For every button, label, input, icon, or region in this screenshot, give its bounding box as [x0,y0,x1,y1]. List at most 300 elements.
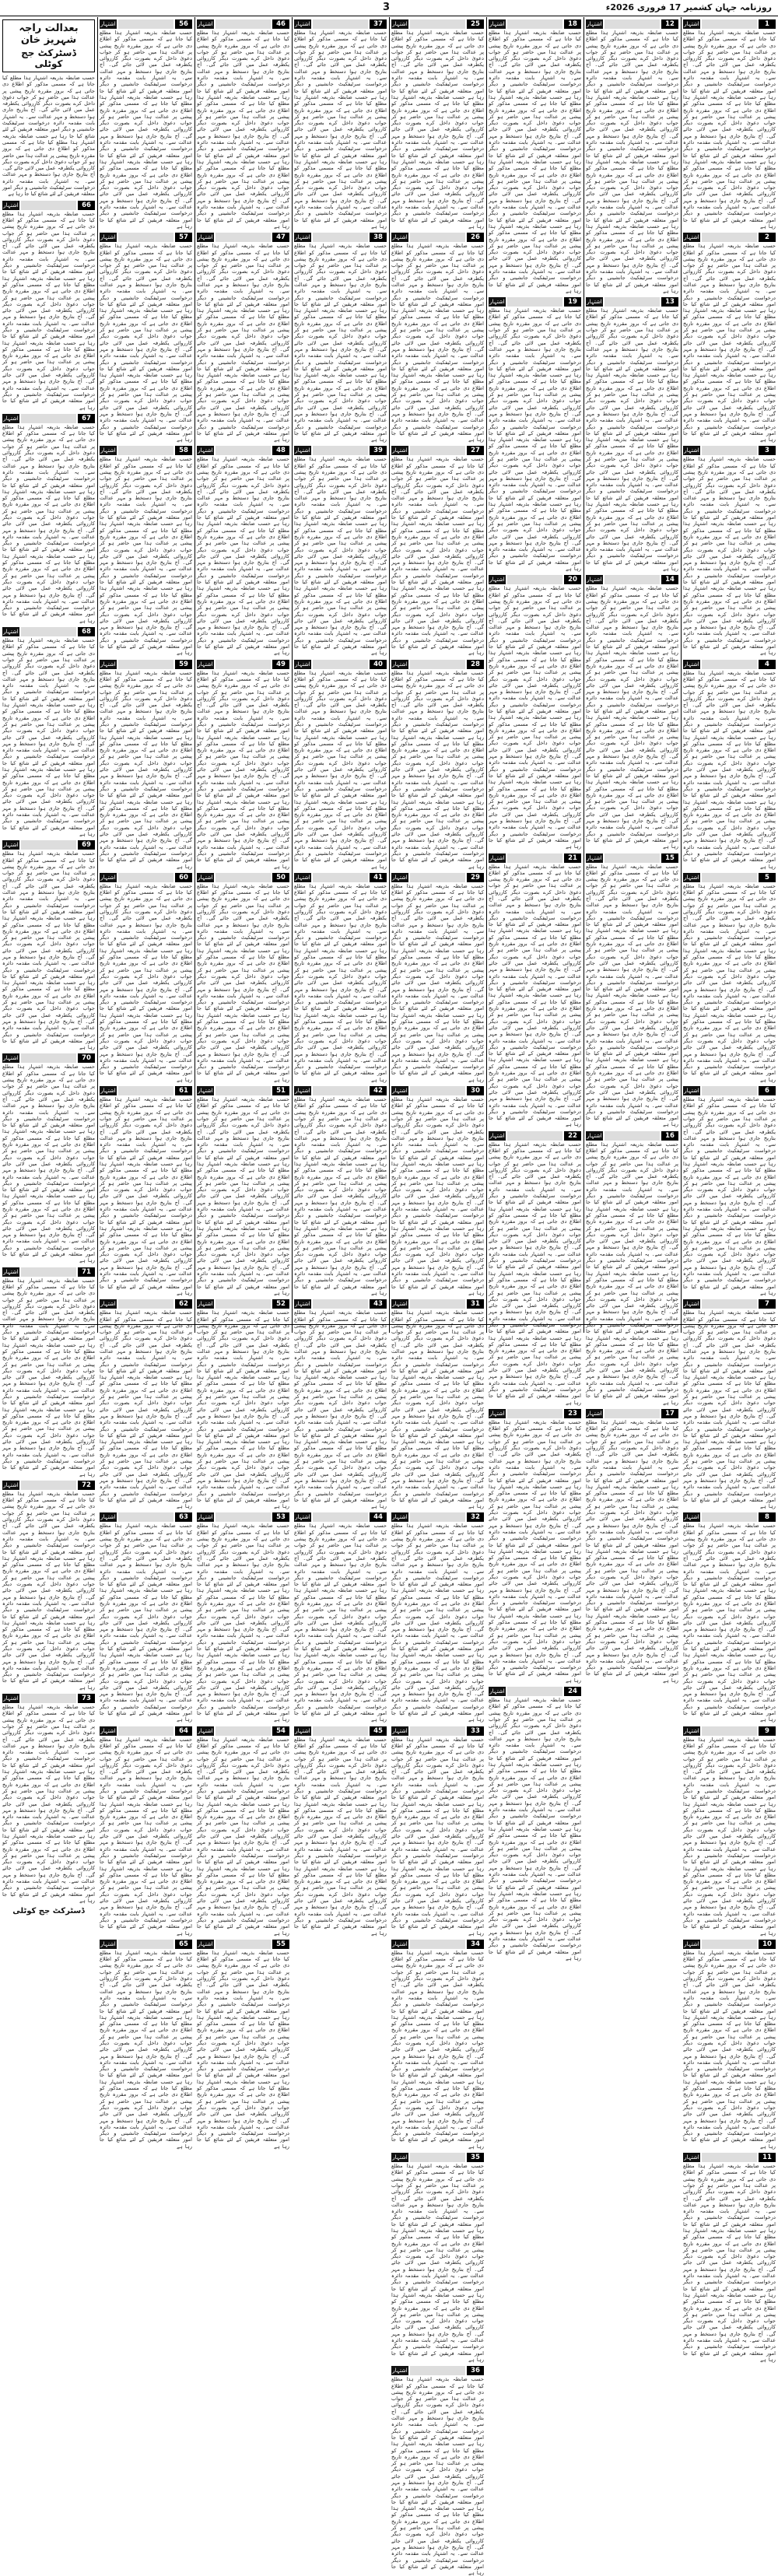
notice-header [100,660,192,669]
notice-tag: اشتہار [392,1940,408,1947]
notice-header [294,1726,387,1736]
notice-body: حسب ضابطہ بذریعہ اشتہار ہذا مطلع کیا جاتا ہے کہ مسمی مذکور کو اطلاع دی جاتی ہے کہ بروز مقررہ تاریخ پیشی پر عدالت ہذا میں حاضر ہو کر جواب دعویٰ داخل کرے بصورت دیگر کارروائی یکطرفہ عمل میں لائی جائے گی۔ آج بتاریخ جاری ہوا دستخط و مہر عدالت سے۔ یہ اشتہار بابت مقدمہ دائرہ درخواست سرٹیفکیٹ جانشینی و دیگر امور متعلقہ فریقین کے لئے شائع کیا جا رہا ہے حسب ضابطہ بذریعہ اشتہار ہذا مطلع کیا جاتا ہے کہ مسمی مذکور کو اطلاع دی جاتی ہے کہ بروز مقررہ تاریخ پیشی پر عدالت ہذا میں حاضر ہو کر جواب دعویٰ داخل کرے بصورت دیگر کارروائی یکطرفہ عمل میں لائی جائے گی۔ آج بتاریخ جاری ہوا دستخط و مہر عدالت سے۔ یہ اشتہار بابت مقدمہ دائرہ درخواست سرٹیفکیٹ جانشینی و دیگر امور متعلقہ فریقین کے لئے شائع کیا جا رہا ہے حسب ضابطہ بذریعہ اشتہار ہذا مطلع کیا جاتا ہے کہ مسمی مذکور کو اطلاع دی جاتی ہے کہ بروز مقررہ تاریخ پیشی پر عدالت ہذا میں حاضر ہو کر جواب دعویٰ داخل کرے بصورت دیگر کارروائی یکطرفہ عمل میں لائی جائے گی۔ آج بتاریخ جاری ہوا دستخط و مہر عدالت سے۔ یہ اشتہار بابت مقدمہ دائرہ درخواست سرٹیفکیٹ جانشینی و دیگر امور متعلقہ فریقین کے لئے شائع کیا جا رہا ہے [683,456,776,657]
notice-body: حسب ضابطہ بذریعہ اشتہار ہذا مطلع کیا جاتا ہے کہ مسمی مذکور کو اطلاع دی جاتی ہے کہ بروز مقررہ تاریخ پیشی پر عدالت ہذا میں حاضر ہو کر جواب دعویٰ داخل کرے بصورت دیگر کارروائی یکطرفہ عمل میں لائی جائے گی۔ آج بتاریخ جاری ہوا دستخط و مہر عدالت سے۔ یہ اشتہار بابت مقدمہ دائرہ درخواست سرٹیفکیٹ جانشینی و دیگر امور متعلقہ فریقین کے لئے شائع کیا جا رہا ہے حسب ضابطہ بذریعہ اشتہار ہذا مطلع کیا جاتا ہے کہ مسمی مذکور کو اطلاع دی جاتی ہے کہ بروز مقررہ تاریخ پیشی پر عدالت ہذا میں حاضر ہو کر جواب دعویٰ داخل کرے بصورت دیگر کارروائی یکطرفہ عمل میں لائی جائے گی۔ آج بتاریخ جاری ہوا دستخط و مہر عدالت سے۔ یہ اشتہار بابت مقدمہ دائرہ درخواست سرٹیفکیٹ جانشینی و دیگر امور متعلقہ فریقین کے لئے شائع کیا جا رہا ہے حسب ضابطہ بذریعہ اشتہار ہذا مطلع کیا جاتا ہے کہ مسمی مذکور کو اطلاع دی جاتی ہے کہ بروز مقررہ تاریخ پیشی پر عدالت ہذا میں حاضر ہو کر جواب دعویٰ داخل کرے بصورت دیگر کارروائی یکطرفہ عمل میں لائی جائے گی۔ آج بتاریخ جاری ہوا دستخط و مہر عدالت سے۔ یہ اشتہار بابت مقدمہ دائرہ درخواست سرٹیفکیٹ جانشینی و دیگر امور متعلقہ فریقین کے لئے شائع کیا جا رہا ہے [100,1736,192,1936]
notice-header [391,1299,484,1309]
notice-body: حسب ضابطہ بذریعہ اشتہار ہذا مطلع کیا جاتا ہے کہ مسمی مذکور کو اطلاع دی جاتی ہے کہ بروز مقررہ تاریخ پیشی پر عدالت ہذا میں حاضر ہو کر جواب دعویٰ داخل کرے بصورت دیگر کارروائی یکطرفہ عمل میں لائی جائے گی۔ آج بتاریخ جاری ہوا دستخط و مہر عدالت سے۔ یہ اشتہار بابت مقدمہ دائرہ درخواست سرٹیفکیٹ جانشینی و دیگر امور متعلقہ فریقین کے لئے شائع کیا جا رہا ہے حسب ضابطہ بذریعہ اشتہار ہذا مطلع کیا جاتا ہے کہ مسمی مذکور کو اطلاع دی جاتی ہے کہ بروز مقررہ تاریخ پیشی پر عدالت ہذا میں حاضر ہو کر جواب دعویٰ داخل کرے بصورت دیگر کارروائی یکطرفہ عمل میں لائی جائے گی۔ آج بتاریخ جاری ہوا دستخط و مہر عدالت سے۔ یہ اشتہار بابت مقدمہ دائرہ درخواست سرٹیفکیٹ جانشینی و دیگر امور متعلقہ فریقین کے لئے شائع کیا جا رہا ہے حسب ضابطہ بذریعہ اشتہار ہذا مطلع کیا جاتا ہے کہ مسمی مذکور کو اطلاع دی جاتی ہے کہ بروز مقررہ تاریخ پیشی پر عدالت ہذا میں حاضر ہو کر جواب دعویٰ داخل کرے بصورت دیگر کارروائی یکطرفہ عمل میں لائی جائے گی۔ آج بتاریخ جاری ہوا دستخط و مہر عدالت سے۔ یہ اشتہار بابت مقدمہ دائرہ درخواست سرٹیفکیٹ جانشینی و دیگر امور متعلقہ فریقین کے لئے شائع کیا جا رہا ہے [197,882,289,1083]
notice-tag: اشتہار [489,1688,505,1695]
notice-header-bar [702,2153,757,2162]
notice-header [489,297,581,307]
court-title: بعدالت راجہ شہریز خان [19,23,79,46]
notice [294,19,387,230]
notice [489,19,581,294]
notice-header [294,1299,387,1309]
notice-body: حسب ضابطہ بذریعہ اشتہار ہذا مطلع کیا جاتا ہے کہ مسمی مذکور کو اطلاع دی جاتی ہے کہ بروز مقررہ تاریخ پیشی پر عدالت ہذا میں حاضر ہو کر جواب دعویٰ داخل کرے بصورت دیگر کارروائی یکطرفہ عمل میں لائی جائے گی۔ آج بتاریخ جاری ہوا دستخط و مہر عدالت سے۔ یہ اشتہار بابت مقدمہ دائرہ درخواست سرٹیفکیٹ جانشینی و دیگر امور متعلقہ فریقین کے لئے شائع کیا جا رہا ہے حسب ضابطہ بذریعہ اشتہار ہذا مطلع کیا جاتا ہے کہ مسمی مذکور کو اطلاع دی جاتی ہے کہ بروز مقررہ تاریخ پیشی پر عدالت ہذا میں حاضر ہو کر جواب دعویٰ داخل کرے بصورت دیگر کارروائی یکطرفہ عمل میں لائی جائے گی۔ آج بتاریخ جاری ہوا دستخط و مہر عدالت سے۔ یہ اشتہار بابت مقدمہ دائرہ درخواست سرٹیفکیٹ جانشینی و دیگر امور متعلقہ فریقین کے لئے شائع کیا جا رہا ہے حسب ضابطہ بذریعہ اشتہار ہذا مطلع کیا جاتا ہے کہ مسمی مذکور کو اطلاع دی جاتی ہے کہ بروز مقررہ تاریخ پیشی پر عدالت ہذا میں حاضر ہو کر جواب دعویٰ داخل کرے بصورت دیگر کارروائی یکطرفہ عمل میں لائی جائے گی۔ آج بتاریخ جاری ہوا دستخط و مہر عدالت سے۔ یہ اشتہار بابت مقدمہ دائرہ درخواست سرٹیفکیٹ جانشینی و دیگر امور متعلقہ فریقین کے لئے شائع کیا جا رہا ہے [197,1736,289,1936]
notice-tag: اشتہار [295,1088,310,1095]
notice-header-bar [410,19,465,29]
notice-body: حسب ضابطہ بذریعہ اشتہار ہذا مطلع کیا جاتا ہے کہ مسمی مذکور کو اطلاع دی جاتی ہے کہ بروز مقررہ تاریخ پیشی پر عدالت ہذا میں حاضر ہو کر جواب دعویٰ داخل کرے بصورت دیگر کارروائی یکطرفہ عمل میں لائی جائے گی۔ آج بتاریخ جاری ہوا دستخط و مہر عدالت سے۔ یہ اشتہار بابت مقدمہ دائرہ درخواست سرٹیفکیٹ جانشینی و دیگر امور متعلقہ فریقین کے لئے شائع کیا جا رہا ہے حسب ضابطہ بذریعہ اشتہار ہذا مطلع کیا جاتا ہے کہ مسمی مذکور کو اطلاع دی جاتی ہے کہ بروز مقررہ تاریخ پیشی پر عدالت ہذا میں حاضر ہو کر جواب دعویٰ داخل کرے بصورت دیگر کارروائی یکطرفہ عمل میں لائی جائے گی۔ آج بتاریخ جاری ہوا دستخط و مہر عدالت سے۔ یہ اشتہار بابت مقدمہ دائرہ درخواست سرٹیفکیٹ جانشینی و دیگر امور متعلقہ فریقین کے لئے شائع کیا جا رہا ہے حسب ضابطہ بذریعہ اشتہار ہذا مطلع کیا جاتا ہے کہ مسمی مذکور کو اطلاع دی جاتی ہے کہ بروز مقررہ تاریخ پیشی پر عدالت ہذا میں حاضر ہو کر جواب دعویٰ داخل کرے بصورت دیگر کارروائی یکطرفہ عمل میں لائی جائے گی۔ آج بتاریخ جاری ہوا دستخط و مہر عدالت سے۔ یہ اشتہار بابت مقدمہ دائرہ درخواست سرٹیفکیٹ جانشینی و دیگر امور متعلقہ فریقین کے لئے شائع کیا جا رہا ہے [197,1949,289,2150]
notice-body: حسب ضابطہ بذریعہ اشتہار ہذا مطلع کیا جاتا ہے کہ مسمی مذکور کو اطلاع دی جاتی ہے کہ بروز مقررہ تاریخ پیشی پر عدالت ہذا میں حاضر ہو کر جواب دعویٰ داخل کرے بصورت دیگر کارروائی یکطرفہ عمل میں لائی جائے گی۔ آج بتاریخ جاری ہوا دستخط و مہر عدالت سے۔ یہ اشتہار بابت مقدمہ دائرہ درخواست سرٹیفکیٹ جانشینی و دیگر امور متعلقہ فریقین کے لئے شائع کیا جا رہا ہے حسب ضابطہ بذریعہ اشتہار ہذا مطلع کیا جاتا ہے کہ مسمی مذکور کو اطلاع دی جاتی ہے کہ بروز مقررہ تاریخ پیشی پر عدالت ہذا میں حاضر ہو کر جواب دعویٰ داخل کرے بصورت دیگر کارروائی یکطرفہ عمل میں لائی جائے گی۔ آج بتاریخ جاری ہوا دستخط و مہر عدالت سے۔ یہ اشتہار بابت مقدمہ دائرہ درخواست سرٹیفکیٹ جانشینی و دیگر امور متعلقہ فریقین کے لئے شائع کیا جا رہا ہے حسب ضابطہ بذریعہ اشتہار ہذا مطلع کیا جاتا ہے کہ مسمی مذکور کو اطلاع دی جاتی ہے کہ بروز مقررہ تاریخ پیشی پر عدالت ہذا میں حاضر ہو کر جواب دعویٰ داخل کرے بصورت دیگر کارروائی یکطرفہ عمل میں لائی جائے گی۔ آج بتاریخ جاری ہوا دستخط و مہر عدالت سے۔ یہ اشتہار بابت مقدمہ دائرہ درخواست سرٹیفکیٹ جانشینی و دیگر امور متعلقہ فریقین کے لئے شائع کیا جا رہا ہے [294,30,387,230]
notice-tag: اشتہار [198,21,213,27]
notice-header-bar [702,1512,757,1522]
notice-number: 58 [175,446,192,455]
notice-header [683,1299,776,1309]
notice-number: 49 [272,660,289,669]
notice-header [100,873,192,882]
notice-tag: اشتہار [489,577,505,584]
notice-tag: اشتہار [100,874,116,881]
notice [294,1726,387,1936]
notice-tag: اشتہار [198,1088,213,1095]
notice [586,853,678,1128]
notice-tag: اشتہار [684,234,699,241]
notice-header [2,201,95,210]
notice-body: حسب ضابطہ بذریعہ اشتہار ہذا مطلع کیا جاتا ہے کہ مسمی مذکور کو اطلاع دی جاتی ہے کہ بروز مقررہ تاریخ پیشی پر عدالت ہذا میں حاضر ہو کر جواب دعویٰ داخل کرے بصورت دیگر کارروائی یکطرفہ عمل میں لائی جائے گی۔ آج بتاریخ جاری ہوا دستخط و مہر عدالت سے۔ یہ اشتہار بابت مقدمہ دائرہ درخواست سرٹیفکیٹ جانشینی و دیگر امور متعلقہ فریقین کے لئے شائع کیا جا رہا ہے حسب ضابطہ بذریعہ اشتہار ہذا مطلع کیا جاتا ہے کہ مسمی مذکور کو اطلاع دی جاتی ہے کہ بروز مقررہ تاریخ پیشی پر عدالت ہذا میں حاضر ہو کر جواب دعویٰ داخل کرے بصورت دیگر کارروائی یکطرفہ عمل میں لائی جائے گی۔ آج بتاریخ جاری ہوا دستخط و مہر عدالت سے۔ یہ اشتہار بابت مقدمہ دائرہ درخواست سرٹیفکیٹ جانشینی و دیگر امور متعلقہ فریقین کے لئے شائع کیا جا رہا ہے حسب ضابطہ بذریعہ اشتہار ہذا مطلع کیا جاتا ہے کہ مسمی مذکور کو اطلاع دی جاتی ہے کہ بروز مقررہ تاریخ پیشی پر عدالت ہذا میں حاضر ہو کر جواب دعویٰ داخل کرے بصورت دیگر کارروائی یکطرفہ عمل میں لائی جائے گی۔ آج بتاریخ جاری ہوا دستخط و مہر عدالت سے۔ یہ اشتہار بابت مقدمہ دائرہ درخواست سرٹیفکیٹ جانشینی و دیگر امور متعلقہ فریقین کے لئے شائع کیا جا رہا ہے [2,1704,95,1904]
notice-tag: اشتہار [392,1301,408,1308]
notice-body: حسب ضابطہ بذریعہ اشتہار ہذا مطلع کیا جاتا ہے کہ مسمی مذکور کو اطلاع دی جاتی ہے کہ بروز مقررہ تاریخ پیشی پر عدالت ہذا میں حاضر ہو کر جواب دعویٰ داخل کرے بصورت دیگر کارروائی یکطرفہ عمل میں لائی جائے گی۔ آج بتاریخ جاری ہوا دستخط و مہر عدالت سے۔ یہ اشتہار بابت مقدمہ دائرہ درخواست سرٹیفکیٹ جانشینی و دیگر امور متعلقہ فریقین کے لئے شائع کیا جا رہا ہے حسب ضابطہ بذریعہ اشتہار ہذا مطلع کیا جاتا ہے کہ مسمی مذکور کو اطلاع دی جاتی ہے کہ بروز مقررہ تاریخ پیشی پر عدالت ہذا میں حاضر ہو کر جواب دعویٰ داخل کرے بصورت دیگر کارروائی یکطرفہ عمل میں لائی جائے گی۔ آج بتاریخ جاری ہوا دستخط و مہر عدالت سے۔ یہ اشتہار بابت مقدمہ دائرہ درخواست سرٹیفکیٹ جانشینی و دیگر امور متعلقہ فریقین کے لئے شائع کیا جا رہا ہے حسب ضابطہ بذریعہ اشتہار ہذا مطلع کیا جاتا ہے کہ مسمی مذکور کو اطلاع دی جاتی ہے کہ بروز مقررہ تاریخ پیشی پر عدالت ہذا میں حاضر ہو کر جواب دعویٰ داخل کرے بصورت دیگر کارروائی یکطرفہ عمل میں لائی جائے گی۔ آج بتاریخ جاری ہوا دستخط و مہر عدالت سے۔ یہ اشتہار بابت مقدمہ دائرہ درخواست سرٹیفکیٹ جانشینی و دیگر امور متعلقہ فریقین کے لئے شائع کیا جا رہا ہے [100,1949,192,2150]
notice [586,297,678,572]
notice-header [683,1940,776,1949]
notice-header-bar [702,660,757,669]
notice-header-bar [118,1512,173,1522]
notice-tag: اشتہار [392,661,408,668]
notice-header [586,1409,678,1418]
notice-header-bar [410,1086,465,1095]
notice-header-bar [702,1086,757,1095]
notice-body: حسب ضابطہ بذریعہ اشتہار ہذا مطلع کیا جاتا ہے کہ مسمی مذکور کو اطلاع دی جاتی ہے کہ بروز مقررہ تاریخ پیشی پر عدالت ہذا میں حاضر ہو کر جواب دعویٰ داخل کرے بصورت دیگر کارروائی یکطرفہ عمل میں لائی جائے گی۔ آج بتاریخ جاری ہوا دستخط و مہر عدالت سے۔ یہ اشتہار بابت مقدمہ دائرہ درخواست سرٹیفکیٹ جانشینی و دیگر امور متعلقہ فریقین کے لئے شائع کیا جا رہا ہے حسب ضابطہ بذریعہ اشتہار ہذا مطلع کیا جاتا ہے کہ مسمی مذکور کو اطلاع دی جاتی ہے کہ بروز مقررہ تاریخ پیشی پر عدالت ہذا میں حاضر ہو کر جواب دعویٰ داخل کرے بصورت دیگر کارروائی یکطرفہ عمل میں لائی جائے گی۔ آج بتاریخ جاری ہوا دستخط و مہر عدالت سے۔ یہ اشتہار بابت مقدمہ دائرہ درخواست سرٹیفکیٹ جانشینی و دیگر امور متعلقہ فریقین کے لئے شائع کیا جا رہا ہے حسب ضابطہ بذریعہ اشتہار ہذا مطلع کیا جاتا ہے کہ مسمی مذکور کو اطلاع دی جاتی ہے کہ بروز مقررہ تاریخ پیشی پر عدالت ہذا میں حاضر ہو کر جواب دعویٰ داخل کرے بصورت دیگر کارروائی یکطرفہ عمل میں لائی جائے گی۔ آج بتاریخ جاری ہوا دستخط و مہر عدالت سے۔ یہ اشتہار بابت مقدمہ دائرہ درخواست سرٹیفکیٹ جانشینی و دیگر امور متعلقہ فریقین کے لئے شائع کیا جا رہا ہے [683,1309,776,1510]
notice-tag: اشتہار [3,415,19,422]
notice-header [683,1726,776,1736]
notice [197,1726,289,1936]
notice-tag: اشتہار [3,1481,19,1488]
notice-header [2,1481,95,1490]
notice-header-bar [21,840,76,850]
notice-header [2,1267,95,1277]
column-rule [194,17,195,1333]
notice-header [391,446,484,455]
notice-number: 26 [467,233,484,242]
column-c8 [0,17,97,1916]
notice [2,840,95,1050]
notice-number: 46 [272,19,289,29]
notice-number: 20 [564,575,581,584]
notice-number: 22 [564,1131,581,1141]
notice-number: 18 [564,19,581,29]
notice-header [683,1512,776,1522]
notice-tag: اشتہار [587,1410,602,1417]
notice-tag: اشتہار [587,21,602,27]
notice [683,1940,776,2150]
notice-header-bar [216,446,271,455]
notice-header [391,1940,484,1949]
notice-number: 32 [467,1512,484,1522]
notice [2,1694,95,1904]
notice [391,19,484,230]
notice [586,575,678,850]
notice-tag: اشتہار [392,2154,408,2161]
notice-tag: اشتہار [100,1514,116,1521]
notice [683,446,776,656]
notice-number: 68 [78,627,95,636]
notice-tag: اشتہار [684,2154,699,2161]
notice-number: 45 [370,1726,387,1736]
notice-number: 59 [175,660,192,669]
notice-body: حسب ضابطہ بذریعہ اشتہار ہذا مطلع کیا جاتا ہے کہ مسمی مذکور کو اطلاع دی جاتی ہے کہ بروز مقررہ تاریخ پیشی پر عدالت ہذا میں حاضر ہو کر جواب دعویٰ داخل کرے بصورت دیگر کارروائی یکطرفہ عمل میں لائی جائے گی۔ آج بتاریخ جاری ہوا دستخط و مہر عدالت سے۔ یہ اشتہار بابت مقدمہ دائرہ درخواست سرٹیفکیٹ جانشینی و دیگر امور متعلقہ فریقین کے لئے شائع کیا جا رہا ہے حسب ضابطہ بذریعہ اشتہار ہذا مطلع کیا جاتا ہے کہ مسمی مذکور کو اطلاع دی جاتی ہے کہ بروز مقررہ تاریخ پیشی پر عدالت ہذا میں حاضر ہو کر جواب دعویٰ داخل کرے بصورت دیگر کارروائی یکطرفہ عمل میں لائی جائے گی۔ آج بتاریخ جاری ہوا دستخط و مہر عدالت سے۔ یہ اشتہار بابت مقدمہ دائرہ درخواست سرٹیفکیٹ جانشینی و دیگر امور متعلقہ فریقین کے لئے شائع کیا جا رہا ہے حسب ضابطہ بذریعہ اشتہار ہذا مطلع کیا جاتا ہے کہ مسمی مذکور کو اطلاع دی جاتی ہے کہ بروز مقررہ تاریخ پیشی پر عدالت ہذا میں حاضر ہو کر جواب دعویٰ داخل کرے بصورت دیگر کارروائی یکطرفہ عمل میں لائی جائے گی۔ آج بتاریخ جاری ہوا دستخط و مہر عدالت سے۔ یہ اشتہار بابت مقدمہ دائرہ درخواست سرٹیفکیٹ جانشینی و دیگر امور متعلقہ فریقین کے لئے شائع کیا جا رہا ہے حسب ضابطہ بذریعہ اشتہار ہذا مطلع کیا جاتا ہے کہ مسمی مذکور کو اطلاع دی جاتی ہے کہ بروز مقررہ تاریخ پیشی پر عدالت ہذا میں حاضر ہو کر جواب دعویٰ داخل کرے بصورت دیگر کارروائی یکطرفہ عمل میں لائی جائے گی۔ آج بتاریخ جاری ہوا دستخط و مہر عدالت سے۔ یہ اشتہار بابت مقدمہ دائرہ درخواست سرٹیفکیٹ جانشینی و دیگر امور متعلقہ فریقین کے لئے شائع کیا جا رہا ہے [586,1141,678,1406]
notice-body: حسب ضابطہ بذریعہ اشتہار ہذا مطلع کیا جاتا ہے کہ مسمی مذکور کو اطلاع دی جاتی ہے کہ بروز مقررہ تاریخ پیشی پر عدالت ہذا میں حاضر ہو کر جواب دعویٰ داخل کرے بصورت دیگر کارروائی یکطرفہ عمل میں لائی جائے گی۔ آج بتاریخ جاری ہوا دستخط و مہر عدالت سے۔ یہ اشتہار بابت مقدمہ دائرہ درخواست سرٹیفکیٹ جانشینی و دیگر امور متعلقہ فریقین کے لئے شائع کیا جا رہا ہے حسب ضابطہ بذریعہ اشتہار ہذا مطلع کیا جاتا ہے کہ مسمی مذکور کو اطلاع دی جاتی ہے کہ بروز مقررہ تاریخ پیشی پر عدالت ہذا میں حاضر ہو کر جواب دعویٰ داخل کرے بصورت دیگر کارروائی یکطرفہ عمل میں لائی جائے گی۔ آج بتاریخ جاری ہوا دستخط و مہر عدالت سے۔ یہ اشتہار بابت مقدمہ دائرہ درخواست سرٹیفکیٹ جانشینی و دیگر امور متعلقہ فریقین کے لئے شائع کیا جا رہا ہے حسب ضابطہ بذریعہ اشتہار ہذا مطلع کیا جاتا ہے کہ مسمی مذکور کو اطلاع دی جاتی ہے کہ بروز مقررہ تاریخ پیشی پر عدالت ہذا میں حاضر ہو کر جواب دعویٰ داخل کرے بصورت دیگر کارروائی یکطرفہ عمل میں لائی جائے گی۔ آج بتاریخ جاری ہوا دستخط و مہر عدالت سے۔ یہ اشتہار بابت مقدمہ دائرہ درخواست سرٹیفکیٹ جانشینی و دیگر امور متعلقہ فریقین کے لئے شائع کیا جا رہا ہے [197,456,289,657]
notice-header-bar [118,1726,173,1736]
notice-header-bar [216,1299,271,1309]
notice [197,873,289,1083]
notice-header [683,873,776,882]
notice-tag: اشتہار [392,1088,408,1095]
notice-header-bar [702,446,757,455]
notice-header [489,575,581,584]
notice-tag: اشتہار [489,1410,505,1417]
notice-header-bar [313,660,368,669]
notice-header-bar [507,1131,562,1141]
notice-body: حسب ضابطہ بذریعہ اشتہار ہذا مطلع کیا جاتا ہے کہ مسمی مذکور کو اطلاع دی جاتی ہے کہ بروز مقررہ تاریخ پیشی پر عدالت ہذا میں حاضر ہو کر جواب دعویٰ داخل کرے بصورت دیگر کارروائی یکطرفہ عمل میں لائی جائے گی۔ آج بتاریخ جاری ہوا دستخط و مہر عدالت سے۔ یہ اشتہار بابت مقدمہ دائرہ درخواست سرٹیفکیٹ جانشینی و دیگر امور متعلقہ فریقین کے لئے شائع کیا جا رہا ہے حسب ضابطہ بذریعہ اشتہار ہذا مطلع کیا جاتا ہے کہ مسمی مذکور کو اطلاع دی جاتی ہے کہ بروز مقررہ تاریخ پیشی پر عدالت ہذا میں حاضر ہو کر جواب دعویٰ داخل کرے بصورت دیگر کارروائی یکطرفہ عمل میں لائی جائے گی۔ آج بتاریخ جاری ہوا دستخط و مہر عدالت سے۔ یہ اشتہار بابت مقدمہ دائرہ درخواست سرٹیفکیٹ جانشینی و دیگر امور متعلقہ فریقین کے لئے شائع کیا جا رہا ہے حسب ضابطہ بذریعہ اشتہار ہذا مطلع کیا جاتا ہے کہ مسمی مذکور کو اطلاع دی جاتی ہے کہ بروز مقررہ تاریخ پیشی پر عدالت ہذا میں حاضر ہو کر جواب دعویٰ داخل کرے بصورت دیگر کارروائی یکطرفہ عمل میں لائی جائے گی۔ آج بتاریخ جاری ہوا دستخط و مہر عدالت سے۔ یہ اشتہار بابت مقدمہ دائرہ درخواست سرٹیفکیٹ جانشینی و دیگر امور متعلقہ فریقین کے لئے شائع کیا جا رہا ہے [391,2163,484,2363]
notice-header-bar [21,627,76,636]
notice-header-bar [410,873,465,882]
notice [489,853,581,1128]
notice [2,414,95,624]
notice [100,1512,192,1723]
notice-body: حسب ضابطہ بذریعہ اشتہار ہذا مطلع کیا جاتا ہے کہ مسمی مذکور کو اطلاع دی جاتی ہے کہ بروز مقررہ تاریخ پیشی پر عدالت ہذا میں حاضر ہو کر جواب دعویٰ داخل کرے بصورت دیگر کارروائی یکطرفہ عمل میں لائی جائے گی۔ آج بتاریخ جاری ہوا دستخط و مہر عدالت سے۔ یہ اشتہار بابت مقدمہ دائرہ درخواست سرٹیفکیٹ جانشینی و دیگر امور متعلقہ فریقین کے لئے شائع کیا جا رہا ہے حسب ضابطہ بذریعہ اشتہار ہذا مطلع کیا جاتا ہے کہ مسمی مذکور کو اطلاع دی جاتی ہے کہ بروز مقررہ تاریخ پیشی پر عدالت ہذا میں حاضر ہو کر جواب دعویٰ داخل کرے بصورت دیگر کارروائی یکطرفہ عمل میں لائی جائے گی۔ آج بتاریخ جاری ہوا دستخط و مہر عدالت سے۔ یہ اشتہار بابت مقدمہ دائرہ درخواست سرٹیفکیٹ جانشینی و دیگر امور متعلقہ فریقین کے لئے شائع کیا جا رہا ہے حسب ضابطہ بذریعہ اشتہار ہذا مطلع کیا جاتا ہے کہ مسمی مذکور کو اطلاع دی جاتی ہے کہ بروز مقررہ تاریخ پیشی پر عدالت ہذا میں حاضر ہو کر جواب دعویٰ داخل کرے بصورت دیگر کارروائی یکطرفہ عمل میں لائی جائے گی۔ آج بتاریخ جاری ہوا دستخط و مہر عدالت سے۔ یہ اشتہار بابت مقدمہ دائرہ درخواست سرٹیفکیٹ جانشینی و دیگر امور متعلقہ فریقین کے لئے شائع کیا جا رہا ہے حسب ضابطہ بذریعہ اشتہار ہذا مطلع کیا جاتا ہے کہ مسمی مذکور کو اطلاع دی جاتی ہے کہ بروز مقررہ تاریخ پیشی پر عدالت ہذا میں حاضر ہو کر جواب دعویٰ داخل کرے بصورت دیگر کارروائی یکطرفہ عمل میں لائی جائے گی۔ آج بتاریخ جاری ہوا دستخط و مہر عدالت سے۔ یہ اشتہار بابت مقدمہ دائرہ درخواست سرٹیفکیٹ جانشینی و دیگر امور متعلقہ فریقین کے لئے شائع کیا جا رہا ہے [586,863,678,1128]
notice-tag: اشتہار [684,1088,699,1095]
notice-number: 42 [370,1086,387,1095]
notice-header [294,233,387,242]
notice-number: 34 [467,1940,484,1949]
notice-header [100,1086,192,1095]
notice-body: حسب ضابطہ بذریعہ اشتہار ہذا مطلع کیا جاتا ہے کہ مسمی مذکور کو اطلاع دی جاتی ہے کہ بروز مقررہ تاریخ پیشی پر عدالت ہذا میں حاضر ہو کر جواب دعویٰ داخل کرے بصورت دیگر کارروائی یکطرفہ عمل میں لائی جائے گی۔ آج بتاریخ جاری ہوا دستخط و مہر عدالت سے۔ یہ اشتہار بابت مقدمہ دائرہ درخواست سرٹیفکیٹ جانشینی و دیگر امور متعلقہ فریقین کے لئے شائع کیا جا رہا ہے حسب ضابطہ بذریعہ اشتہار ہذا مطلع کیا جاتا ہے کہ مسمی مذکور کو اطلاع دی جاتی ہے کہ بروز مقررہ تاریخ پیشی پر عدالت ہذا میں حاضر ہو کر جواب دعویٰ داخل کرے بصورت دیگر کارروائی یکطرفہ عمل میں لائی جائے گی۔ آج بتاریخ جاری ہوا دستخط و مہر عدالت سے۔ یہ اشتہار بابت مقدمہ دائرہ درخواست سرٹیفکیٹ جانشینی و دیگر امور متعلقہ فریقین کے لئے شائع کیا جا رہا ہے حسب ضابطہ بذریعہ اشتہار ہذا مطلع کیا جاتا ہے کہ مسمی مذکور کو اطلاع دی جاتی ہے کہ بروز مقررہ تاریخ پیشی پر عدالت ہذا میں حاضر ہو کر جواب دعویٰ داخل کرے بصورت دیگر کارروائی یکطرفہ عمل میں لائی جائے گی۔ آج بتاریخ جاری ہوا دستخط و مہر عدالت سے۔ یہ اشتہار بابت مقدمہ دائرہ درخواست سرٹیفکیٹ جانشینی و دیگر امور متعلقہ فریقین کے لئے شائع کیا جا رہا ہے [294,456,387,657]
notice-tag: اشتہار [684,661,699,668]
notice-header [489,1409,581,1418]
notice [683,233,776,443]
notice [391,1726,484,1936]
notice-body: حسب ضابطہ بذریعہ اشتہار ہذا مطلع کیا جاتا ہے کہ مسمی مذکور کو اطلاع دی جاتی ہے کہ بروز مقررہ تاریخ پیشی پر عدالت ہذا میں حاضر ہو کر جواب دعویٰ داخل کرے بصورت دیگر کارروائی یکطرفہ عمل میں لائی جائے گی۔ آج بتاریخ جاری ہوا دستخط و مہر عدالت سے۔ یہ اشتہار بابت مقدمہ دائرہ درخواست سرٹیفکیٹ جانشینی و دیگر امور متعلقہ فریقین کے لئے شائع کیا جا رہا ہے حسب ضابطہ بذریعہ اشتہار ہذا مطلع کیا جاتا ہے کہ مسمی مذکور کو اطلاع دی جاتی ہے کہ بروز مقررہ تاریخ پیشی پر عدالت ہذا میں حاضر ہو کر جواب دعویٰ داخل کرے بصورت دیگر کارروائی یکطرفہ عمل میں لائی جائے گی۔ آج بتاریخ جاری ہوا دستخط و مہر عدالت سے۔ یہ اشتہار بابت مقدمہ دائرہ درخواست سرٹیفکیٹ جانشینی و دیگر امور متعلقہ فریقین کے لئے شائع کیا جا رہا ہے حسب ضابطہ بذریعہ اشتہار ہذا مطلع کیا جاتا ہے کہ مسمی مذکور کو اطلاع دی جاتی ہے کہ بروز مقررہ تاریخ پیشی پر عدالت ہذا میں حاضر ہو کر جواب دعویٰ داخل کرے بصورت دیگر کارروائی یکطرفہ عمل میں لائی جائے گی۔ آج بتاریخ جاری ہوا دستخط و مہر عدالت سے۔ یہ اشتہار بابت مقدمہ دائرہ درخواست سرٹیفکیٹ جانشینی و دیگر امور متعلقہ فریقین کے لئے شائع کیا جا رہا ہے [683,1736,776,1936]
notice-tag: اشتہار [198,234,213,241]
notice-header [294,1512,387,1522]
column-rule [389,17,390,1333]
notice [586,1131,678,1406]
column-c2 [584,17,681,1684]
notice-body: حسب ضابطہ بذریعہ اشتہار ہذا مطلع کیا جاتا ہے کہ مسمی مذکور کو اطلاع دی جاتی ہے کہ بروز مقررہ تاریخ پیشی پر عدالت ہذا میں حاضر ہو کر جواب دعویٰ داخل کرے بصورت دیگر کارروائی یکطرفہ عمل میں لائی جائے گی۔ آج بتاریخ جاری ہوا دستخط و مہر عدالت سے۔ یہ اشتہار بابت مقدمہ دائرہ درخواست سرٹیفکیٹ جانشینی و دیگر امور متعلقہ فریقین کے لئے شائع کیا جا رہا ہے حسب ضابطہ بذریعہ اشتہار ہذا مطلع کیا جاتا ہے کہ مسمی مذکور کو اطلاع دی جاتی ہے کہ بروز مقررہ تاریخ پیشی پر عدالت ہذا میں حاضر ہو کر جواب دعویٰ داخل کرے بصورت دیگر کارروائی یکطرفہ عمل میں لائی جائے گی۔ آج بتاریخ جاری ہوا دستخط و مہر عدالت سے۔ یہ اشتہار بابت مقدمہ دائرہ درخواست سرٹیفکیٹ جانشینی و دیگر امور متعلقہ فریقین کے لئے شائع کیا جا رہا ہے حسب ضابطہ بذریعہ اشتہار ہذا مطلع کیا جاتا ہے کہ مسمی مذکور کو اطلاع دی جاتی ہے کہ بروز مقررہ تاریخ پیشی پر عدالت ہذا میں حاضر ہو کر جواب دعویٰ داخل کرے بصورت دیگر کارروائی یکطرفہ عمل میں لائی جائے گی۔ آج بتاریخ جاری ہوا دستخط و مہر عدالت سے۔ یہ اشتہار بابت مقدمہ دائرہ درخواست سرٹیفکیٹ جانشینی و دیگر امور متعلقہ فریقین کے لئے شائع کیا جا رہا ہے [2,1064,95,1264]
notice [683,873,776,1083]
notice [683,1086,776,1296]
notice-tag: اشتہار [587,854,602,861]
notice [2,1481,95,1691]
notice [489,1409,581,1684]
notice-header-bar [216,233,271,242]
notice-body: حسب ضابطہ بذریعہ اشتہار ہذا مطلع کیا جاتا ہے کہ مسمی مذکور کو اطلاع دی جاتی ہے کہ بروز مقررہ تاریخ پیشی پر عدالت ہذا میں حاضر ہو کر جواب دعویٰ داخل کرے بصورت دیگر کارروائی یکطرفہ عمل میں لائی جائے گی۔ آج بتاریخ جاری ہوا دستخط و مہر عدالت سے۔ یہ اشتہار بابت مقدمہ دائرہ درخواست سرٹیفکیٹ جانشینی و دیگر امور متعلقہ فریقین کے لئے شائع کیا جا رہا ہے حسب ضابطہ بذریعہ اشتہار ہذا مطلع کیا جاتا ہے کہ مسمی مذکور کو اطلاع دی جاتی ہے کہ بروز مقررہ تاریخ پیشی پر عدالت ہذا میں حاضر ہو کر جواب دعویٰ داخل کرے بصورت دیگر کارروائی یکطرفہ عمل میں لائی جائے گی۔ آج بتاریخ جاری ہوا دستخط و مہر عدالت سے۔ یہ اشتہار بابت مقدمہ دائرہ درخواست سرٹیفکیٹ جانشینی و دیگر امور متعلقہ فریقین کے لئے شائع کیا جا رہا ہے حسب ضابطہ بذریعہ اشتہار ہذا مطلع کیا جاتا ہے کہ مسمی مذکور کو اطلاع دی جاتی ہے کہ بروز مقررہ تاریخ پیشی پر عدالت ہذا میں حاضر ہو کر جواب دعویٰ داخل کرے بصورت دیگر کارروائی یکطرفہ عمل میں لائی جائے گی۔ آج بتاریخ جاری ہوا دستخط و مہر عدالت سے۔ یہ اشتہار بابت مقدمہ دائرہ درخواست سرٹیفکیٹ جانشینی و دیگر امور متعلقہ فریقین کے لئے شائع کیا جا رہا ہے [294,669,387,870]
notice-tag: اشتہار [295,21,310,27]
notice-body: حسب ضابطہ بذریعہ اشتہار ہذا مطلع کیا جاتا ہے کہ مسمی مذکور کو اطلاع دی جاتی ہے کہ بروز مقررہ تاریخ پیشی پر عدالت ہذا میں حاضر ہو کر جواب دعویٰ داخل کرے بصورت دیگر کارروائی یکطرفہ عمل میں لائی جائے گی۔ آج بتاریخ جاری ہوا دستخط و مہر عدالت سے۔ یہ اشتہار بابت مقدمہ دائرہ درخواست سرٹیفکیٹ جانشینی و دیگر امور متعلقہ فریقین کے لئے شائع کیا جا رہا ہے حسب ضابطہ بذریعہ اشتہار ہذا مطلع کیا جاتا ہے کہ مسمی مذکور کو اطلاع دی جاتی ہے کہ بروز مقررہ تاریخ پیشی پر عدالت ہذا میں حاضر ہو کر جواب دعویٰ داخل کرے بصورت دیگر کارروائی یکطرفہ عمل میں لائی جائے گی۔ آج بتاریخ جاری ہوا دستخط و مہر عدالت سے۔ یہ اشتہار بابت مقدمہ دائرہ درخواست سرٹیفکیٹ جانشینی و دیگر امور متعلقہ فریقین کے لئے شائع کیا جا رہا ہے حسب ضابطہ بذریعہ اشتہار ہذا مطلع کیا جاتا ہے کہ مسمی مذکور کو اطلاع دی جاتی ہے کہ بروز مقررہ تاریخ پیشی پر عدالت ہذا میں حاضر ہو کر جواب دعویٰ داخل کرے بصورت دیگر کارروائی یکطرفہ عمل میں لائی جائے گی۔ آج بتاریخ جاری ہوا دستخط و مہر عدالت سے۔ یہ اشتہار بابت مقدمہ دائرہ درخواست سرٹیفکیٹ جانشینی و دیگر امور متعلقہ فریقین کے لئے شائع کیا جا رہا ہے [683,2163,776,2363]
notice-header [391,19,484,29]
notice-body: حسب ضابطہ بذریعہ اشتہار ہذا مطلع کیا جاتا ہے کہ مسمی مذکور کو اطلاع دی جاتی ہے کہ بروز مقررہ تاریخ پیشی پر عدالت ہذا میں حاضر ہو کر جواب دعویٰ داخل کرے بصورت دیگر کارروائی یکطرفہ عمل میں لائی جائے گی۔ آج بتاریخ جاری ہوا دستخط و مہر عدالت سے۔ یہ اشتہار بابت مقدمہ دائرہ درخواست سرٹیفکیٹ جانشینی و دیگر امور متعلقہ فریقین کے لئے شائع کیا جا رہا ہے حسب ضابطہ بذریعہ اشتہار ہذا مطلع کیا جاتا ہے کہ مسمی مذکور کو اطلاع دی جاتی ہے کہ بروز مقررہ تاریخ پیشی پر عدالت ہذا میں حاضر ہو کر جواب دعویٰ داخل کرے بصورت دیگر کارروائی یکطرفہ عمل میں لائی جائے گی۔ آج بتاریخ جاری ہوا دستخط و مہر عدالت سے۔ یہ اشتہار بابت مقدمہ دائرہ درخواست سرٹیفکیٹ جانشینی و دیگر امور متعلقہ فریقین کے لئے شائع کیا جا رہا ہے حسب ضابطہ بذریعہ اشتہار ہذا مطلع کیا جاتا ہے کہ مسمی مذکور کو اطلاع دی جاتی ہے کہ بروز مقررہ تاریخ پیشی پر عدالت ہذا میں حاضر ہو کر جواب دعویٰ داخل کرے بصورت دیگر کارروائی یکطرفہ عمل میں لائی جائے گی۔ آج بتاریخ جاری ہوا دستخط و مہر عدالت سے۔ یہ اشتہار بابت مقدمہ دائرہ درخواست سرٹیفکیٹ جانشینی و دیگر امور متعلقہ فریقین کے لئے شائع کیا جا رہا ہے [294,1309,387,1510]
notice-header-bar [605,1409,660,1418]
notice [2,1267,95,1477]
notice-number: 50 [272,873,289,882]
notice-number: 28 [467,660,484,669]
notice-header-bar [216,873,271,882]
notice [489,297,581,572]
notice-header-bar [410,2153,465,2162]
notice [2,201,95,411]
notice [391,1940,484,2150]
notice-header [489,1131,581,1141]
notice-header-bar [702,1299,757,1309]
notice-body: حسب ضابطہ بذریعہ اشتہار ہذا مطلع کیا جاتا ہے کہ مسمی مذکور کو اطلاع دی جاتی ہے کہ بروز مقررہ تاریخ پیشی پر عدالت ہذا میں حاضر ہو کر جواب دعویٰ داخل کرے بصورت دیگر کارروائی یکطرفہ عمل میں لائی جائے گی۔ آج بتاریخ جاری ہوا دستخط و مہر عدالت سے۔ یہ اشتہار بابت مقدمہ دائرہ درخواست سرٹیفکیٹ جانشینی و دیگر امور متعلقہ فریقین کے لئے شائع کیا جا رہا ہے حسب ضابطہ بذریعہ اشتہار ہذا مطلع کیا جاتا ہے کہ مسمی مذکور کو اطلاع دی جاتی ہے کہ بروز مقررہ تاریخ پیشی پر عدالت ہذا میں حاضر ہو کر جواب دعویٰ داخل کرے بصورت دیگر کارروائی یکطرفہ عمل میں لائی جائے گی۔ آج بتاریخ جاری ہوا دستخط و مہر عدالت سے۔ یہ اشتہار بابت مقدمہ دائرہ درخواست سرٹیفکیٹ جانشینی و دیگر امور متعلقہ فریقین کے لئے شائع کیا جا رہا ہے حسب ضابطہ بذریعہ اشتہار ہذا مطلع کیا جاتا ہے کہ مسمی مذکور کو اطلاع دی جاتی ہے کہ بروز مقررہ تاریخ پیشی پر عدالت ہذا میں حاضر ہو کر جواب دعویٰ داخل کرے بصورت دیگر کارروائی یکطرفہ عمل میں لائی جائے گی۔ آج بتاریخ جاری ہوا دستخط و مہر عدالت سے۔ یہ اشتہار بابت مقدمہ دائرہ درخواست سرٹیفکیٹ جانشینی و دیگر امور متعلقہ فریقین کے لئے شائع کیا جا رہا ہے [197,1523,289,1723]
notice-header [294,873,387,882]
notice-body: حسب ضابطہ بذریعہ اشتہار ہذا مطلع کیا جاتا ہے کہ مسمی مذکور کو اطلاع دی جاتی ہے کہ بروز مقررہ تاریخ پیشی پر عدالت ہذا میں حاضر ہو کر جواب دعویٰ داخل کرے بصورت دیگر کارروائی یکطرفہ عمل میں لائی جائے گی۔ آج بتاریخ جاری ہوا دستخط و مہر عدالت سے۔ یہ اشتہار بابت مقدمہ دائرہ درخواست سرٹیفکیٹ جانشینی و دیگر امور متعلقہ فریقین کے لئے شائع کیا جا رہا ہے حسب ضابطہ بذریعہ اشتہار ہذا مطلع کیا جاتا ہے کہ مسمی مذکور کو اطلاع دی جاتی ہے کہ بروز مقررہ تاریخ پیشی پر عدالت ہذا میں حاضر ہو کر جواب دعویٰ داخل کرے بصورت دیگر کارروائی یکطرفہ عمل میں لائی جائے گی۔ آج بتاریخ جاری ہوا دستخط و مہر عدالت سے۔ یہ اشتہار بابت مقدمہ دائرہ درخواست سرٹیفکیٹ جانشینی و دیگر امور متعلقہ فریقین کے لئے شائع کیا جا رہا ہے حسب ضابطہ بذریعہ اشتہار ہذا مطلع کیا جاتا ہے کہ مسمی مذکور کو اطلاع دی جاتی ہے کہ بروز مقررہ تاریخ پیشی پر عدالت ہذا میں حاضر ہو کر جواب دعویٰ داخل کرے بصورت دیگر کارروائی یکطرفہ عمل میں لائی جائے گی۔ آج بتاریخ جاری ہوا دستخط و مہر عدالت سے۔ یہ اشتہار بابت مقدمہ دائرہ درخواست سرٹیفکیٹ جانشینی و دیگر امور متعلقہ فریقین کے لئے شائع کیا جا رہا ہے [2,1277,95,1477]
notice-header-bar [410,233,465,242]
notice-number: 27 [467,446,484,455]
notice [197,1512,289,1723]
notice [294,446,387,656]
notice-number: 55 [272,1940,289,1949]
notice-body: حسب ضابطہ بذریعہ اشتہار ہذا مطلع کیا جاتا ہے کہ مسمی مذکور کو اطلاع دی جاتی ہے کہ بروز مقررہ تاریخ پیشی پر عدالت ہذا میں حاضر ہو کر جواب دعویٰ داخل کرے بصورت دیگر کارروائی یکطرفہ عمل میں لائی جائے گی۔ آج بتاریخ جاری ہوا دستخط و مہر عدالت سے۔ یہ اشتہار بابت مقدمہ دائرہ درخواست سرٹیفکیٹ جانشینی و دیگر امور متعلقہ فریقین کے لئے شائع کیا جا رہا ہے حسب ضابطہ بذریعہ اشتہار ہذا مطلع کیا جاتا ہے کہ مسمی مذکور کو اطلاع دی جاتی ہے کہ بروز مقررہ تاریخ پیشی پر عدالت ہذا میں حاضر ہو کر جواب دعویٰ داخل کرے بصورت دیگر کارروائی یکطرفہ عمل میں لائی جائے گی۔ آج بتاریخ جاری ہوا دستخط و مہر عدالت سے۔ یہ اشتہار بابت مقدمہ دائرہ درخواست سرٹیفکیٹ جانشینی و دیگر امور متعلقہ فریقین کے لئے شائع کیا جا رہا ہے حسب ضابطہ بذریعہ اشتہار ہذا مطلع کیا جاتا ہے کہ مسمی مذکور کو اطلاع دی جاتی ہے کہ بروز مقررہ تاریخ پیشی پر عدالت ہذا میں حاضر ہو کر جواب دعویٰ داخل کرے بصورت دیگر کارروائی یکطرفہ عمل میں لائی جائے گی۔ آج بتاریخ جاری ہوا دستخط و مہر عدالت سے۔ یہ اشتہار بابت مقدمہ دائرہ درخواست سرٹیفکیٹ جانشینی و دیگر امور متعلقہ فریقین کے لئے شائع کیا جا رہا ہے [391,669,484,870]
notice-header [683,233,776,242]
notice-body: حسب ضابطہ بذریعہ اشتہار ہذا مطلع کیا جاتا ہے کہ مسمی مذکور کو اطلاع دی جاتی ہے کہ بروز مقررہ تاریخ پیشی پر عدالت ہذا میں حاضر ہو کر جواب دعویٰ داخل کرے بصورت دیگر کارروائی یکطرفہ عمل میں لائی جائے گی۔ آج بتاریخ جاری ہوا دستخط و مہر عدالت سے۔ یہ اشتہار بابت مقدمہ دائرہ درخواست سرٹیفکیٹ جانشینی و دیگر امور متعلقہ فریقین کے لئے شائع کیا جا رہا ہے حسب ضابطہ بذریعہ اشتہار ہذا مطلع کیا جاتا ہے کہ مسمی مذکور کو اطلاع دی جاتی ہے کہ بروز مقررہ تاریخ پیشی پر عدالت ہذا میں حاضر ہو کر جواب دعویٰ داخل کرے بصورت دیگر کارروائی یکطرفہ عمل میں لائی جائے گی۔ آج بتاریخ جاری ہوا دستخط و مہر عدالت سے۔ یہ اشتہار بابت مقدمہ دائرہ درخواست سرٹیفکیٹ جانشینی و دیگر امور متعلقہ فریقین کے لئے شائع کیا جا رہا ہے حسب ضابطہ بذریعہ اشتہار ہذا مطلع کیا جاتا ہے کہ مسمی مذکور کو اطلاع دی جاتی ہے کہ بروز مقررہ تاریخ پیشی پر عدالت ہذا میں حاضر ہو کر جواب دعویٰ داخل کرے بصورت دیگر کارروائی یکطرفہ عمل میں لائی جائے گی۔ آج بتاریخ جاری ہوا دستخط و مہر عدالت سے۔ یہ اشتہار بابت مقدمہ دائرہ درخواست سرٹیفکیٹ جانشینی و دیگر امور متعلقہ فریقین کے لئے شائع کیا جا رہا ہے [100,1523,192,1723]
notice-header [294,446,387,455]
notice-body: حسب ضابطہ بذریعہ اشتہار ہذا مطلع کیا جاتا ہے کہ مسمی مذکور کو اطلاع دی جاتی ہے کہ بروز مقررہ تاریخ پیشی پر عدالت ہذا میں حاضر ہو کر جواب دعویٰ داخل کرے بصورت دیگر کارروائی یکطرفہ عمل میں لائی جائے گی۔ آج بتاریخ جاری ہوا دستخط و مہر عدالت سے۔ یہ اشتہار بابت مقدمہ دائرہ درخواست سرٹیفکیٹ جانشینی و دیگر امور متعلقہ فریقین کے لئے شائع کیا جا رہا ہے حسب ضابطہ بذریعہ اشتہار ہذا مطلع کیا جاتا ہے کہ مسمی مذکور کو اطلاع دی جاتی ہے کہ بروز مقررہ تاریخ پیشی پر عدالت ہذا میں حاضر ہو کر جواب دعویٰ داخل کرے بصورت دیگر کارروائی یکطرفہ عمل میں لائی جائے گی۔ آج بتاریخ جاری ہوا دستخط و مہر عدالت سے۔ یہ اشتہار بابت مقدمہ دائرہ درخواست سرٹیفکیٹ جانشینی و دیگر امور متعلقہ فریقین کے لئے شائع کیا جا رہا ہے حسب ضابطہ بذریعہ اشتہار ہذا مطلع کیا جاتا ہے کہ مسمی مذکور کو اطلاع دی جاتی ہے کہ بروز مقررہ تاریخ پیشی پر عدالت ہذا میں حاضر ہو کر جواب دعویٰ داخل کرے بصورت دیگر کارروائی یکطرفہ عمل میں لائی جائے گی۔ آج بتاریخ جاری ہوا دستخط و مہر عدالت سے۔ یہ اشتہار بابت مقدمہ دائرہ درخواست سرٹیفکیٹ جانشینی و دیگر امور متعلقہ فریقین کے لئے شائع کیا جا رہا ہے [100,1309,192,1510]
notice-header-bar [702,1726,757,1736]
notice-tag: اشتہار [3,1055,19,1062]
notice-number: 6 [759,1086,776,1095]
notice-header [489,853,581,863]
notice-tag: اشتہار [684,1301,699,1308]
notice [100,1940,192,2150]
notice-header-bar [507,1409,562,1418]
notice-header [391,233,484,242]
intro-text: حسب ضابطہ بذریعہ اشتہار ہذا مطلع کیا جاتا ہے کہ مسمی مذکور کو اطلاع دی جاتی ہے کہ بروز مقررہ تاریخ پیشی پر عدالت ہذا میں حاضر ہو کر جواب دعویٰ داخل کرے بصورت دیگر کارروائی یکطرفہ عمل میں لائی جائے گی۔ آج بتاریخ جاری ہوا دستخط و مہر عدالت سے۔ یہ اشتہار بابت مقدمہ دائرہ درخواست سرٹیفکیٹ جانشینی و دیگر امور متعلقہ فریقین کے لئے شائع کیا جا رہا ہے حسب ضابطہ بذریعہ اشتہار ہذا مطلع کیا جاتا ہے کہ مسمی مذکور کو اطلاع دی جاتی ہے کہ بروز مقررہ تاریخ پیشی پر عدالت ہذا میں حاضر ہو کر جواب دعویٰ داخل کرے بصورت دیگر کارروائی یکطرفہ عمل میں لائی جائے گی۔ آج بتاریخ جاری ہوا دستخط و مہر عدالت سے۔ یہ اشتہار بابت مقدمہ دائرہ درخواست سرٹیفکیٹ جانشینی و دیگر امور متعلقہ فریقین کے لئے شائع کیا جا رہا ہے [2,75,95,198]
notice-number: 9 [759,1726,776,1736]
notice-tag: اشتہار [587,577,602,584]
notice-number: 73 [78,1694,95,1703]
notice-tag: اشتہار [392,1727,408,1734]
column-rule [97,17,98,1333]
notice-number: 72 [78,1481,95,1490]
notice-header [2,414,95,423]
notice-number: 57 [175,233,192,242]
notice-header [100,233,192,242]
notice-number: 53 [272,1512,289,1522]
notice-header-bar [410,2366,465,2375]
notice-header-bar [507,19,562,29]
notice-header-bar [313,233,368,242]
notice-header-bar [410,446,465,455]
column-rule [292,17,293,1333]
notice-header-bar [605,853,660,863]
notice-tag: اشتہار [295,1514,310,1521]
notice-body: حسب ضابطہ بذریعہ اشتہار ہذا مطلع کیا جاتا ہے کہ مسمی مذکور کو اطلاع دی جاتی ہے کہ بروز مقررہ تاریخ پیشی پر عدالت ہذا میں حاضر ہو کر جواب دعویٰ داخل کرے بصورت دیگر کارروائی یکطرفہ عمل میں لائی جائے گی۔ آج بتاریخ جاری ہوا دستخط و مہر عدالت سے۔ یہ اشتہار بابت مقدمہ دائرہ درخواست سرٹیفکیٹ جانشینی و دیگر امور متعلقہ فریقین کے لئے شائع کیا جا رہا ہے حسب ضابطہ بذریعہ اشتہار ہذا مطلع کیا جاتا ہے کہ مسمی مذکور کو اطلاع دی جاتی ہے کہ بروز مقررہ تاریخ پیشی پر عدالت ہذا میں حاضر ہو کر جواب دعویٰ داخل کرے بصورت دیگر کارروائی یکطرفہ عمل میں لائی جائے گی۔ آج بتاریخ جاری ہوا دستخط و مہر عدالت سے۔ یہ اشتہار بابت مقدمہ دائرہ درخواست سرٹیفکیٹ جانشینی و دیگر امور متعلقہ فریقین کے لئے شائع کیا جا رہا ہے حسب ضابطہ بذریعہ اشتہار ہذا مطلع کیا جاتا ہے کہ مسمی مذکور کو اطلاع دی جاتی ہے کہ بروز مقررہ تاریخ پیشی پر عدالت ہذا میں حاضر ہو کر جواب دعویٰ داخل کرے بصورت دیگر کارروائی یکطرفہ عمل میں لائی جائے گی۔ آج بتاریخ جاری ہوا دستخط و مہر عدالت سے۔ یہ اشتہار بابت مقدمہ دائرہ درخواست سرٹیفکیٹ جانشینی و دیگر امور متعلقہ فریقین کے لئے شائع کیا جا رہا ہے [683,30,776,230]
notice-tag: اشتہار [3,1695,19,1702]
notice-body: حسب ضابطہ بذریعہ اشتہار ہذا مطلع کیا جاتا ہے کہ مسمی مذکور کو اطلاع دی جاتی ہے کہ بروز مقررہ تاریخ پیشی پر عدالت ہذا میں حاضر ہو کر جواب دعویٰ داخل کرے بصورت دیگر کارروائی یکطرفہ عمل میں لائی جائے گی۔ آج بتاریخ جاری ہوا دستخط و مہر عدالت سے۔ یہ اشتہار بابت مقدمہ دائرہ درخواست سرٹیفکیٹ جانشینی و دیگر امور متعلقہ فریقین کے لئے شائع کیا جا رہا ہے حسب ضابطہ بذریعہ اشتہار ہذا مطلع کیا جاتا ہے کہ مسمی مذکور کو اطلاع دی جاتی ہے کہ بروز مقررہ تاریخ پیشی پر عدالت ہذا میں حاضر ہو کر جواب دعویٰ داخل کرے بصورت دیگر کارروائی یکطرفہ عمل میں لائی جائے گی۔ آج بتاریخ جاری ہوا دستخط و مہر عدالت سے۔ یہ اشتہار بابت مقدمہ دائرہ درخواست سرٹیفکیٹ جانشینی و دیگر امور متعلقہ فریقین کے لئے شائع کیا جا رہا ہے حسب ضابطہ بذریعہ اشتہار ہذا مطلع کیا جاتا ہے کہ مسمی مذکور کو اطلاع دی جاتی ہے کہ بروز مقررہ تاریخ پیشی پر عدالت ہذا میں حاضر ہو کر جواب دعویٰ داخل کرے بصورت دیگر کارروائی یکطرفہ عمل میں لائی جائے گی۔ آج بتاریخ جاری ہوا دستخط و مہر عدالت سے۔ یہ اشتہار بابت مقدمہ دائرہ درخواست سرٹیفکیٹ جانشینی و دیگر امور متعلقہ فریقین کے لئے شائع کیا جا رہا ہے [197,1309,289,1510]
notice-header-bar [313,446,368,455]
notice-body: حسب ضابطہ بذریعہ اشتہار ہذا مطلع کیا جاتا ہے کہ مسمی مذکور کو اطلاع دی جاتی ہے کہ بروز مقررہ تاریخ پیشی پر عدالت ہذا میں حاضر ہو کر جواب دعویٰ داخل کرے بصورت دیگر کارروائی یکطرفہ عمل میں لائی جائے گی۔ آج بتاریخ جاری ہوا دستخط و مہر عدالت سے۔ یہ اشتہار بابت مقدمہ دائرہ درخواست سرٹیفکیٹ جانشینی و دیگر امور متعلقہ فریقین کے لئے شائع کیا جا رہا ہے حسب ضابطہ بذریعہ اشتہار ہذا مطلع کیا جاتا ہے کہ مسمی مذکور کو اطلاع دی جاتی ہے کہ بروز مقررہ تاریخ پیشی پر عدالت ہذا میں حاضر ہو کر جواب دعویٰ داخل کرے بصورت دیگر کارروائی یکطرفہ عمل میں لائی جائے گی۔ آج بتاریخ جاری ہوا دستخط و مہر عدالت سے۔ یہ اشتہار بابت مقدمہ دائرہ درخواست سرٹیفکیٹ جانشینی و دیگر امور متعلقہ فریقین کے لئے شائع کیا جا رہا ہے حسب ضابطہ بذریعہ اشتہار ہذا مطلع کیا جاتا ہے کہ مسمی مذکور کو اطلاع دی جاتی ہے کہ بروز مقررہ تاریخ پیشی پر عدالت ہذا میں حاضر ہو کر جواب دعویٰ داخل کرے بصورت دیگر کارروائی یکطرفہ عمل میں لائی جائے گی۔ آج بتاریخ جاری ہوا دستخط و مہر عدالت سے۔ یہ اشتہار بابت مقدمہ دائرہ درخواست سرٹیفکیٹ جانشینی و دیگر امور متعلقہ فریقین کے لئے شائع کیا جا رہا ہے [100,1096,192,1296]
notice-tag: اشتہار [684,1727,699,1734]
notice-number: 60 [175,873,192,882]
notice-tag: اشتہار [100,234,116,241]
notice-header [683,2153,776,2162]
notice [197,19,289,230]
notice-header-bar [118,1940,173,1949]
notice-tag: اشتہار [684,447,699,454]
notice-body: حسب ضابطہ بذریعہ اشتہار ہذا مطلع کیا جاتا ہے کہ مسمی مذکور کو اطلاع دی جاتی ہے کہ بروز مقررہ تاریخ پیشی پر عدالت ہذا میں حاضر ہو کر جواب دعویٰ داخل کرے بصورت دیگر کارروائی یکطرفہ عمل میں لائی جائے گی۔ آج بتاریخ جاری ہوا دستخط و مہر عدالت سے۔ یہ اشتہار بابت مقدمہ دائرہ درخواست سرٹیفکیٹ جانشینی و دیگر امور متعلقہ فریقین کے لئے شائع کیا جا رہا ہے حسب ضابطہ بذریعہ اشتہار ہذا مطلع کیا جاتا ہے کہ مسمی مذکور کو اطلاع دی جاتی ہے کہ بروز مقررہ تاریخ پیشی پر عدالت ہذا میں حاضر ہو کر جواب دعویٰ داخل کرے بصورت دیگر کارروائی یکطرفہ عمل میں لائی جائے گی۔ آج بتاریخ جاری ہوا دستخط و مہر عدالت سے۔ یہ اشتہار بابت مقدمہ دائرہ درخواست سرٹیفکیٹ جانشینی و دیگر امور متعلقہ فریقین کے لئے شائع کیا جا رہا ہے حسب ضابطہ بذریعہ اشتہار ہذا مطلع کیا جاتا ہے کہ مسمی مذکور کو اطلاع دی جاتی ہے کہ بروز مقررہ تاریخ پیشی پر عدالت ہذا میں حاضر ہو کر جواب دعویٰ داخل کرے بصورت دیگر کارروائی یکطرفہ عمل میں لائی جائے گی۔ آج بتاریخ جاری ہوا دستخط و مہر عدالت سے۔ یہ اشتہار بابت مقدمہ دائرہ درخواست سرٹیفکیٹ جانشینی و دیگر امور متعلقہ فریقین کے لئے شائع کیا جا رہا ہے [391,2376,484,2576]
notice-number: 25 [467,19,484,29]
column-rule [486,17,487,1333]
notice-number: 52 [272,1299,289,1309]
notice [489,1687,581,1961]
notice-header [197,1512,289,1522]
notice-number: 17 [661,1409,678,1418]
notice [586,1409,678,1684]
notice-tag: اشتہار [198,447,213,454]
notice-body: حسب ضابطہ بذریعہ اشتہار ہذا مطلع کیا جاتا ہے کہ مسمی مذکور کو اطلاع دی جاتی ہے کہ بروز مقررہ تاریخ پیشی پر عدالت ہذا میں حاضر ہو کر جواب دعویٰ داخل کرے بصورت دیگر کارروائی یکطرفہ عمل میں لائی جائے گی۔ آج بتاریخ جاری ہوا دستخط و مہر عدالت سے۔ یہ اشتہار بابت مقدمہ دائرہ درخواست سرٹیفکیٹ جانشینی و دیگر امور متعلقہ فریقین کے لئے شائع کیا جا رہا ہے حسب ضابطہ بذریعہ اشتہار ہذا مطلع کیا جاتا ہے کہ مسمی مذکور کو اطلاع دی جاتی ہے کہ بروز مقررہ تاریخ پیشی پر عدالت ہذا میں حاضر ہو کر جواب دعویٰ داخل کرے بصورت دیگر کارروائی یکطرفہ عمل میں لائی جائے گی۔ آج بتاریخ جاری ہوا دستخط و مہر عدالت سے۔ یہ اشتہار بابت مقدمہ دائرہ درخواست سرٹیفکیٹ جانشینی و دیگر امور متعلقہ فریقین کے لئے شائع کیا جا رہا ہے حسب ضابطہ بذریعہ اشتہار ہذا مطلع کیا جاتا ہے کہ مسمی مذکور کو اطلاع دی جاتی ہے کہ بروز مقررہ تاریخ پیشی پر عدالت ہذا میں حاضر ہو کر جواب دعویٰ داخل کرے بصورت دیگر کارروائی یکطرفہ عمل میں لائی جائے گی۔ آج بتاریخ جاری ہوا دستخط و مہر عدالت سے۔ یہ اشتہار بابت مقدمہ دائرہ درخواست سرٹیفکیٹ جانشینی و دیگر امور متعلقہ فریقین کے لئے شائع کیا جا رہا ہے [294,1523,387,1723]
notice-tag: اشتہار [684,874,699,881]
notice-header-bar [507,575,562,584]
notice-tag: اشتہار [295,1727,310,1734]
notice-header [391,2153,484,2162]
notice-tag: اشتہار [100,447,116,454]
notice [100,233,192,443]
notice-header [197,446,289,455]
notice-tag: اشتہار [198,1940,213,1947]
judge-signature: ڈسٹرکٹ جج کوٹلی [12,1907,85,1916]
notice-header [294,1086,387,1095]
notice-header-bar [216,19,271,29]
notice-header-bar [118,1299,173,1309]
notice-body: حسب ضابطہ بذریعہ اشتہار ہذا مطلع کیا جاتا ہے کہ مسمی مذکور کو اطلاع دی جاتی ہے کہ بروز مقررہ تاریخ پیشی پر عدالت ہذا میں حاضر ہو کر جواب دعویٰ داخل کرے بصورت دیگر کارروائی یکطرفہ عمل میں لائی جائے گی۔ آج بتاریخ جاری ہوا دستخط و مہر عدالت سے۔ یہ اشتہار بابت مقدمہ دائرہ درخواست سرٹیفکیٹ جانشینی و دیگر امور متعلقہ فریقین کے لئے شائع کیا جا رہا ہے حسب ضابطہ بذریعہ اشتہار ہذا مطلع کیا جاتا ہے کہ مسمی مذکور کو اطلاع دی جاتی ہے کہ بروز مقررہ تاریخ پیشی پر عدالت ہذا میں حاضر ہو کر جواب دعویٰ داخل کرے بصورت دیگر کارروائی یکطرفہ عمل میں لائی جائے گی۔ آج بتاریخ جاری ہوا دستخط و مہر عدالت سے۔ یہ اشتہار بابت مقدمہ دائرہ درخواست سرٹیفکیٹ جانشینی و دیگر امور متعلقہ فریقین کے لئے شائع کیا جا رہا ہے حسب ضابطہ بذریعہ اشتہار ہذا مطلع کیا جاتا ہے کہ مسمی مذکور کو اطلاع دی جاتی ہے کہ بروز مقررہ تاریخ پیشی پر عدالت ہذا میں حاضر ہو کر جواب دعویٰ داخل کرے بصورت دیگر کارروائی یکطرفہ عمل میں لائی جائے گی۔ آج بتاریخ جاری ہوا دستخط و مہر عدالت سے۔ یہ اشتہار بابت مقدمہ دائرہ درخواست سرٹیفکیٹ جانشینی و دیگر امور متعلقہ فریقین کے لئے شائع کیا جا رہا ہے [294,243,387,443]
notice-header-bar [313,1299,368,1309]
notice [586,19,678,294]
notice-header-bar [118,19,173,29]
notice-tag: اشتہار [587,1132,602,1139]
notice-number: 54 [272,1726,289,1736]
notice-number: 69 [78,840,95,850]
notice-header [489,19,581,29]
notice-header-bar [313,19,368,29]
notice-header-bar [118,233,173,242]
notice [197,1086,289,1296]
notice-header-bar [216,1726,271,1736]
notice [294,1512,387,1723]
notice-header-bar [507,853,562,863]
notice-number: 7 [759,1299,776,1309]
notice-tag: اشتہار [392,1514,408,1521]
notice-header [489,1687,581,1696]
notice-header [391,1726,484,1736]
notice-header [100,1512,192,1522]
notice-header-bar [313,1512,368,1522]
notice-body: حسب ضابطہ بذریعہ اشتہار ہذا مطلع کیا جاتا ہے کہ مسمی مذکور کو اطلاع دی جاتی ہے کہ بروز مقررہ تاریخ پیشی پر عدالت ہذا میں حاضر ہو کر جواب دعویٰ داخل کرے بصورت دیگر کارروائی یکطرفہ عمل میں لائی جائے گی۔ آج بتاریخ جاری ہوا دستخط و مہر عدالت سے۔ یہ اشتہار بابت مقدمہ دائرہ درخواست سرٹیفکیٹ جانشینی و دیگر امور متعلقہ فریقین کے لئے شائع کیا جا رہا ہے حسب ضابطہ بذریعہ اشتہار ہذا مطلع کیا جاتا ہے کہ مسمی مذکور کو اطلاع دی جاتی ہے کہ بروز مقررہ تاریخ پیشی پر عدالت ہذا میں حاضر ہو کر جواب دعویٰ داخل کرے بصورت دیگر کارروائی یکطرفہ عمل میں لائی جائے گی۔ آج بتاریخ جاری ہوا دستخط و مہر عدالت سے۔ یہ اشتہار بابت مقدمہ دائرہ درخواست سرٹیفکیٹ جانشینی و دیگر امور متعلقہ فریقین کے لئے شائع کیا جا رہا ہے حسب ضابطہ بذریعہ اشتہار ہذا مطلع کیا جاتا ہے کہ مسمی مذکور کو اطلاع دی جاتی ہے کہ بروز مقررہ تاریخ پیشی پر عدالت ہذا میں حاضر ہو کر جواب دعویٰ داخل کرے بصورت دیگر کارروائی یکطرفہ عمل میں لائی جائے گی۔ آج بتاریخ جاری ہوا دستخط و مہر عدالت سے۔ یہ اشتہار بابت مقدمہ دائرہ درخواست سرٹیفکیٹ جانشینی و دیگر امور متعلقہ فریقین کے لئے شائع کیا جا رہا ہے حسب ضابطہ بذریعہ اشتہار ہذا مطلع کیا جاتا ہے کہ مسمی مذکور کو اطلاع دی جاتی ہے کہ بروز مقررہ تاریخ پیشی پر عدالت ہذا میں حاضر ہو کر جواب دعویٰ داخل کرے بصورت دیگر کارروائی یکطرفہ عمل میں لائی جائے گی۔ آج بتاریخ جاری ہوا دستخط و مہر عدالت سے۔ یہ اشتہار بابت مقدمہ دائرہ درخواست سرٹیفکیٹ جانشینی و دیگر امور متعلقہ فریقین کے لئے شائع کیا جا رہا ہے [489,1141,581,1406]
notice-tag: اشتہار [489,299,505,306]
notice-body: حسب ضابطہ بذریعہ اشتہار ہذا مطلع کیا جاتا ہے کہ مسمی مذکور کو اطلاع دی جاتی ہے کہ بروز مقررہ تاریخ پیشی پر عدالت ہذا میں حاضر ہو کر جواب دعویٰ داخل کرے بصورت دیگر کارروائی یکطرفہ عمل میں لائی جائے گی۔ آج بتاریخ جاری ہوا دستخط و مہر عدالت سے۔ یہ اشتہار بابت مقدمہ دائرہ درخواست سرٹیفکیٹ جانشینی و دیگر امور متعلقہ فریقین کے لئے شائع کیا جا رہا ہے حسب ضابطہ بذریعہ اشتہار ہذا مطلع کیا جاتا ہے کہ مسمی مذکور کو اطلاع دی جاتی ہے کہ بروز مقررہ تاریخ پیشی پر عدالت ہذا میں حاضر ہو کر جواب دعویٰ داخل کرے بصورت دیگر کارروائی یکطرفہ عمل میں لائی جائے گی۔ آج بتاریخ جاری ہوا دستخط و مہر عدالت سے۔ یہ اشتہار بابت مقدمہ دائرہ درخواست سرٹیفکیٹ جانشینی و دیگر امور متعلقہ فریقین کے لئے شائع کیا جا رہا ہے حسب ضابطہ بذریعہ اشتہار ہذا مطلع کیا جاتا ہے کہ مسمی مذکور کو اطلاع دی جاتی ہے کہ بروز مقررہ تاریخ پیشی پر عدالت ہذا میں حاضر ہو کر جواب دعویٰ داخل کرے بصورت دیگر کارروائی یکطرفہ عمل میں لائی جائے گی۔ آج بتاریخ جاری ہوا دستخط و مہر عدالت سے۔ یہ اشتہار بابت مقدمہ دائرہ درخواست سرٹیفکیٹ جانشینی و دیگر امور متعلقہ فریقین کے لئے شائع کیا جا رہا ہے [197,669,289,870]
notice-tag: اشتہار [198,874,213,881]
notice-header [294,660,387,669]
notice-header [100,1299,192,1309]
notice-tag: اشتہار [684,21,699,27]
notice-tag: اشتہار [3,629,19,636]
notice-header [100,1940,192,1949]
notice [294,660,387,870]
notice-body: حسب ضابطہ بذریعہ اشتہار ہذا مطلع کیا جاتا ہے کہ مسمی مذکور کو اطلاع دی جاتی ہے کہ بروز مقررہ تاریخ پیشی پر عدالت ہذا میں حاضر ہو کر جواب دعویٰ داخل کرے بصورت دیگر کارروائی یکطرفہ عمل میں لائی جائے گی۔ آج بتاریخ جاری ہوا دستخط و مہر عدالت سے۔ یہ اشتہار بابت مقدمہ دائرہ درخواست سرٹیفکیٹ جانشینی و دیگر امور متعلقہ فریقین کے لئے شائع کیا جا رہا ہے حسب ضابطہ بذریعہ اشتہار ہذا مطلع کیا جاتا ہے کہ مسمی مذکور کو اطلاع دی جاتی ہے کہ بروز مقررہ تاریخ پیشی پر عدالت ہذا میں حاضر ہو کر جواب دعویٰ داخل کرے بصورت دیگر کارروائی یکطرفہ عمل میں لائی جائے گی۔ آج بتاریخ جاری ہوا دستخط و مہر عدالت سے۔ یہ اشتہار بابت مقدمہ دائرہ درخواست سرٹیفکیٹ جانشینی و دیگر امور متعلقہ فریقین کے لئے شائع کیا جا رہا ہے حسب ضابطہ بذریعہ اشتہار ہذا مطلع کیا جاتا ہے کہ مسمی مذکور کو اطلاع دی جاتی ہے کہ بروز مقررہ تاریخ پیشی پر عدالت ہذا میں حاضر ہو کر جواب دعویٰ داخل کرے بصورت دیگر کارروائی یکطرفہ عمل میں لائی جائے گی۔ آج بتاریخ جاری ہوا دستخط و مہر عدالت سے۔ یہ اشتہار بابت مقدمہ دائرہ درخواست سرٹیفکیٹ جانشینی و دیگر امور متعلقہ فریقین کے لئے شائع کیا جا رہا ہے [683,669,776,870]
notice [100,1726,192,1936]
notice-number: 48 [272,446,289,455]
notice-header [100,446,192,455]
notice-tag: اشتہار [3,1268,19,1275]
notice [197,233,289,443]
notice-number: 8 [759,1512,776,1522]
notice-body: حسب ضابطہ بذریعہ اشتہار ہذا مطلع کیا جاتا ہے کہ مسمی مذکور کو اطلاع دی جاتی ہے کہ بروز مقررہ تاریخ پیشی پر عدالت ہذا میں حاضر ہو کر جواب دعویٰ داخل کرے بصورت دیگر کارروائی یکطرفہ عمل میں لائی جائے گی۔ آج بتاریخ جاری ہوا دستخط و مہر عدالت سے۔ یہ اشتہار بابت مقدمہ دائرہ درخواست سرٹیفکیٹ جانشینی و دیگر امور متعلقہ فریقین کے لئے شائع کیا جا رہا ہے حسب ضابطہ بذریعہ اشتہار ہذا مطلع کیا جاتا ہے کہ مسمی مذکور کو اطلاع دی جاتی ہے کہ بروز مقررہ تاریخ پیشی پر عدالت ہذا میں حاضر ہو کر جواب دعویٰ داخل کرے بصورت دیگر کارروائی یکطرفہ عمل میں لائی جائے گی۔ آج بتاریخ جاری ہوا دستخط و مہر عدالت سے۔ یہ اشتہار بابت مقدمہ دائرہ درخواست سرٹیفکیٹ جانشینی و دیگر امور متعلقہ فریقین کے لئے شائع کیا جا رہا ہے حسب ضابطہ بذریعہ اشتہار ہذا مطلع کیا جاتا ہے کہ مسمی مذکور کو اطلاع دی جاتی ہے کہ بروز مقررہ تاریخ پیشی پر عدالت ہذا میں حاضر ہو کر جواب دعویٰ داخل کرے بصورت دیگر کارروائی یکطرفہ عمل میں لائی جائے گی۔ آج بتاریخ جاری ہوا دستخط و مہر عدالت سے۔ یہ اشتہار بابت مقدمہ دائرہ درخواست سرٹیفکیٹ جانشینی و دیگر امور متعلقہ فریقین کے لئے شائع کیا جا رہا ہے [683,1523,776,1723]
court-subtitle: ڈسٹرکٹ جج کوٹلی [21,47,76,69]
notice-header-bar [507,297,562,307]
notice-header [197,233,289,242]
notice-header-bar [605,575,660,584]
notice-tag: اشتہار [100,1301,116,1308]
column-rule [681,17,682,1333]
notice [391,873,484,1083]
notice-body: حسب ضابطہ بذریعہ اشتہار ہذا مطلع کیا جاتا ہے کہ مسمی مذکور کو اطلاع دی جاتی ہے کہ بروز مقررہ تاریخ پیشی پر عدالت ہذا میں حاضر ہو کر جواب دعویٰ داخل کرے بصورت دیگر کارروائی یکطرفہ عمل میں لائی جائے گی۔ آج بتاریخ جاری ہوا دستخط و مہر عدالت سے۔ یہ اشتہار بابت مقدمہ دائرہ درخواست سرٹیفکیٹ جانشینی و دیگر امور متعلقہ فریقین کے لئے شائع کیا جا رہا ہے حسب ضابطہ بذریعہ اشتہار ہذا مطلع کیا جاتا ہے کہ مسمی مذکور کو اطلاع دی جاتی ہے کہ بروز مقررہ تاریخ پیشی پر عدالت ہذا میں حاضر ہو کر جواب دعویٰ داخل کرے بصورت دیگر کارروائی یکطرفہ عمل میں لائی جائے گی۔ آج بتاریخ جاری ہوا دستخط و مہر عدالت سے۔ یہ اشتہار بابت مقدمہ دائرہ درخواست سرٹیفکیٹ جانشینی و دیگر امور متعلقہ فریقین کے لئے شائع کیا جا رہا ہے حسب ضابطہ بذریعہ اشتہار ہذا مطلع کیا جاتا ہے کہ مسمی مذکور کو اطلاع دی جاتی ہے کہ بروز مقررہ تاریخ پیشی پر عدالت ہذا میں حاضر ہو کر جواب دعویٰ داخل کرے بصورت دیگر کارروائی یکطرفہ عمل میں لائی جائے گی۔ آج بتاریخ جاری ہوا دستخط و مہر عدالت سے۔ یہ اشتہار بابت مقدمہ دائرہ درخواست سرٹیفکیٹ جانشینی و دیگر امور متعلقہ فریقین کے لئے شائع کیا جا رہا ہے حسب ضابطہ بذریعہ اشتہار ہذا مطلع کیا جاتا ہے کہ مسمی مذکور کو اطلاع دی جاتی ہے کہ بروز مقررہ تاریخ پیشی پر عدالت ہذا میں حاضر ہو کر جواب دعویٰ داخل کرے بصورت دیگر کارروائی یکطرفہ عمل میں لائی جائے گی۔ آج بتاریخ جاری ہوا دستخط و مہر عدالت سے۔ یہ اشتہار بابت مقدمہ دائرہ درخواست سرٹیفکیٹ جانشینی و دیگر امور متعلقہ فریقین کے لئے شائع کیا جا رہا ہے [586,585,678,850]
notice [100,1086,192,1296]
notice-header-bar [410,1726,465,1736]
notice-body: حسب ضابطہ بذریعہ اشتہار ہذا مطلع کیا جاتا ہے کہ مسمی مذکور کو اطلاع دی جاتی ہے کہ بروز مقررہ تاریخ پیشی پر عدالت ہذا میں حاضر ہو کر جواب دعویٰ داخل کرے بصورت دیگر کارروائی یکطرفہ عمل میں لائی جائے گی۔ آج بتاریخ جاری ہوا دستخط و مہر عدالت سے۔ یہ اشتہار بابت مقدمہ دائرہ درخواست سرٹیفکیٹ جانشینی و دیگر امور متعلقہ فریقین کے لئے شائع کیا جا رہا ہے حسب ضابطہ بذریعہ اشتہار ہذا مطلع کیا جاتا ہے کہ مسمی مذکور کو اطلاع دی جاتی ہے کہ بروز مقررہ تاریخ پیشی پر عدالت ہذا میں حاضر ہو کر جواب دعویٰ داخل کرے بصورت دیگر کارروائی یکطرفہ عمل میں لائی جائے گی۔ آج بتاریخ جاری ہوا دستخط و مہر عدالت سے۔ یہ اشتہار بابت مقدمہ دائرہ درخواست سرٹیفکیٹ جانشینی و دیگر امور متعلقہ فریقین کے لئے شائع کیا جا رہا ہے حسب ضابطہ بذریعہ اشتہار ہذا مطلع کیا جاتا ہے کہ مسمی مذکور کو اطلاع دی جاتی ہے کہ بروز مقررہ تاریخ پیشی پر عدالت ہذا میں حاضر ہو کر جواب دعویٰ داخل کرے بصورت دیگر کارروائی یکطرفہ عمل میں لائی جائے گی۔ آج بتاریخ جاری ہوا دستخط و مہر عدالت سے۔ یہ اشتہار بابت مقدمہ دائرہ درخواست سرٹیفکیٹ جانشینی و دیگر امور متعلقہ فریقین کے لئے شائع کیا جا رہا ہے حسب ضابطہ بذریعہ اشتہار ہذا مطلع کیا جاتا ہے کہ مسمی مذکور کو اطلاع دی جاتی ہے کہ بروز مقررہ تاریخ پیشی پر عدالت ہذا میں حاضر ہو کر جواب دعویٰ داخل کرے بصورت دیگر کارروائی یکطرفہ عمل میں لائی جائے گی۔ آج بتاریخ جاری ہوا دستخط و مہر عدالت سے۔ یہ اشتہار بابت مقدمہ دائرہ درخواست سرٹیفکیٹ جانشینی و دیگر امور متعلقہ فریقین کے لئے شائع کیا جا رہا ہے [489,863,581,1128]
notice-header-bar [507,1687,562,1696]
notice-header [2,1694,95,1703]
notice-number: 51 [272,1086,289,1095]
notice-body: حسب ضابطہ بذریعہ اشتہار ہذا مطلع کیا جاتا ہے کہ مسمی مذکور کو اطلاع دی جاتی ہے کہ بروز مقررہ تاریخ پیشی پر عدالت ہذا میں حاضر ہو کر جواب دعویٰ داخل کرے بصورت دیگر کارروائی یکطرفہ عمل میں لائی جائے گی۔ آج بتاریخ جاری ہوا دستخط و مہر عدالت سے۔ یہ اشتہار بابت مقدمہ دائرہ درخواست سرٹیفکیٹ جانشینی و دیگر امور متعلقہ فریقین کے لئے شائع کیا جا رہا ہے حسب ضابطہ بذریعہ اشتہار ہذا مطلع کیا جاتا ہے کہ مسمی مذکور کو اطلاع دی جاتی ہے کہ بروز مقررہ تاریخ پیشی پر عدالت ہذا میں حاضر ہو کر جواب دعویٰ داخل کرے بصورت دیگر کارروائی یکطرفہ عمل میں لائی جائے گی۔ آج بتاریخ جاری ہوا دستخط و مہر عدالت سے۔ یہ اشتہار بابت مقدمہ دائرہ درخواست سرٹیفکیٹ جانشینی و دیگر امور متعلقہ فریقین کے لئے شائع کیا جا رہا ہے حسب ضابطہ بذریعہ اشتہار ہذا مطلع کیا جاتا ہے کہ مسمی مذکور کو اطلاع دی جاتی ہے کہ بروز مقررہ تاریخ پیشی پر عدالت ہذا میں حاضر ہو کر جواب دعویٰ داخل کرے بصورت دیگر کارروائی یکطرفہ عمل میں لائی جائے گی۔ آج بتاریخ جاری ہوا دستخط و مہر عدالت سے۔ یہ اشتہار بابت مقدمہ دائرہ درخواست سرٹیفکیٹ جانشینی و دیگر امور متعلقہ فریقین کے لئے شائع کیا جا رہا ہے [391,1523,484,1723]
notice-tag: اشتہار [392,234,408,241]
notice-number: 24 [564,1687,581,1696]
column-c7 [97,17,194,2150]
notice-tag: اشتہار [392,447,408,454]
column-c5 [292,17,389,1936]
notice-body: حسب ضابطہ بذریعہ اشتہار ہذا مطلع کیا جاتا ہے کہ مسمی مذکور کو اطلاع دی جاتی ہے کہ بروز مقررہ تاریخ پیشی پر عدالت ہذا میں حاضر ہو کر جواب دعویٰ داخل کرے بصورت دیگر کارروائی یکطرفہ عمل میں لائی جائے گی۔ آج بتاریخ جاری ہوا دستخط و مہر عدالت سے۔ یہ اشتہار بابت مقدمہ دائرہ درخواست سرٹیفکیٹ جانشینی و دیگر امور متعلقہ فریقین کے لئے شائع کیا جا رہا ہے حسب ضابطہ بذریعہ اشتہار ہذا مطلع کیا جاتا ہے کہ مسمی مذکور کو اطلاع دی جاتی ہے کہ بروز مقررہ تاریخ پیشی پر عدالت ہذا میں حاضر ہو کر جواب دعویٰ داخل کرے بصورت دیگر کارروائی یکطرفہ عمل میں لائی جائے گی۔ آج بتاریخ جاری ہوا دستخط و مہر عدالت سے۔ یہ اشتہار بابت مقدمہ دائرہ درخواست سرٹیفکیٹ جانشینی و دیگر امور متعلقہ فریقین کے لئے شائع کیا جا رہا ہے حسب ضابطہ بذریعہ اشتہار ہذا مطلع کیا جاتا ہے کہ مسمی مذکور کو اطلاع دی جاتی ہے کہ بروز مقررہ تاریخ پیشی پر عدالت ہذا میں حاضر ہو کر جواب دعویٰ داخل کرے بصورت دیگر کارروائی یکطرفہ عمل میں لائی جائے گی۔ آج بتاریخ جاری ہوا دستخط و مہر عدالت سے۔ یہ اشتہار بابت مقدمہ دائرہ درخواست سرٹیفکیٹ جانشینی و دیگر امور متعلقہ فریقین کے لئے شائع کیا جا رہا ہے [683,882,776,1083]
notice-header-bar [702,233,757,242]
notice-number: 65 [175,1940,192,1949]
notice-number: 47 [272,233,289,242]
notice [100,19,192,230]
notice-body: حسب ضابطہ بذریعہ اشتہار ہذا مطلع کیا جاتا ہے کہ مسمی مذکور کو اطلاع دی جاتی ہے کہ بروز مقررہ تاریخ پیشی پر عدالت ہذا میں حاضر ہو کر جواب دعویٰ داخل کرے بصورت دیگر کارروائی یکطرفہ عمل میں لائی جائے گی۔ آج بتاریخ جاری ہوا دستخط و مہر عدالت سے۔ یہ اشتہار بابت مقدمہ دائرہ درخواست سرٹیفکیٹ جانشینی و دیگر امور متعلقہ فریقین کے لئے شائع کیا جا رہا ہے حسب ضابطہ بذریعہ اشتہار ہذا مطلع کیا جاتا ہے کہ مسمی مذکور کو اطلاع دی جاتی ہے کہ بروز مقررہ تاریخ پیشی پر عدالت ہذا میں حاضر ہو کر جواب دعویٰ داخل کرے بصورت دیگر کارروائی یکطرفہ عمل میں لائی جائے گی۔ آج بتاریخ جاری ہوا دستخط و مہر عدالت سے۔ یہ اشتہار بابت مقدمہ دائرہ درخواست سرٹیفکیٹ جانشینی و دیگر امور متعلقہ فریقین کے لئے شائع کیا جا رہا ہے حسب ضابطہ بذریعہ اشتہار ہذا مطلع کیا جاتا ہے کہ مسمی مذکور کو اطلاع دی جاتی ہے کہ بروز مقررہ تاریخ پیشی پر عدالت ہذا میں حاضر ہو کر جواب دعویٰ داخل کرے بصورت دیگر کارروائی یکطرفہ عمل میں لائی جائے گی۔ آج بتاریخ جاری ہوا دستخط و مہر عدالت سے۔ یہ اشتہار بابت مقدمہ دائرہ درخواست سرٹیفکیٹ جانشینی و دیگر امور متعلقہ فریقین کے لئے شائع کیا جا رہا ہے حسب ضابطہ بذریعہ اشتہار ہذا مطلع کیا جاتا ہے کہ مسمی مذکور کو اطلاع دی جاتی ہے کہ بروز مقررہ تاریخ پیشی پر عدالت ہذا میں حاضر ہو کر جواب دعویٰ داخل کرے بصورت دیگر کارروائی یکطرفہ عمل میں لائی جائے گی۔ آج بتاریخ جاری ہوا دستخط و مہر عدالت سے۔ یہ اشتہار بابت مقدمہ دائرہ درخواست سرٹیفکیٹ جانشینی و دیگر امور متعلقہ فریقین کے لئے شائع کیا جا رہا ہے [586,307,678,573]
notice-header [2,840,95,850]
notice-number: 37 [370,19,387,29]
notice-body: حسب ضابطہ بذریعہ اشتہار ہذا مطلع کیا جاتا ہے کہ مسمی مذکور کو اطلاع دی جاتی ہے کہ بروز مقررہ تاریخ پیشی پر عدالت ہذا میں حاضر ہو کر جواب دعویٰ داخل کرے بصورت دیگر کارروائی یکطرفہ عمل میں لائی جائے گی۔ آج بتاریخ جاری ہوا دستخط و مہر عدالت سے۔ یہ اشتہار بابت مقدمہ دائرہ درخواست سرٹیفکیٹ جانشینی و دیگر امور متعلقہ فریقین کے لئے شائع کیا جا رہا ہے حسب ضابطہ بذریعہ اشتہار ہذا مطلع کیا جاتا ہے کہ مسمی مذکور کو اطلاع دی جاتی ہے کہ بروز مقررہ تاریخ پیشی پر عدالت ہذا میں حاضر ہو کر جواب دعویٰ داخل کرے بصورت دیگر کارروائی یکطرفہ عمل میں لائی جائے گی۔ آج بتاریخ جاری ہوا دستخط و مہر عدالت سے۔ یہ اشتہار بابت مقدمہ دائرہ درخواست سرٹیفکیٹ جانشینی و دیگر امور متعلقہ فریقین کے لئے شائع کیا جا رہا ہے حسب ضابطہ بذریعہ اشتہار ہذا مطلع کیا جاتا ہے کہ مسمی مذکور کو اطلاع دی جاتی ہے کہ بروز مقررہ تاریخ پیشی پر عدالت ہذا میں حاضر ہو کر جواب دعویٰ داخل کرے بصورت دیگر کارروائی یکطرفہ عمل میں لائی جائے گی۔ آج بتاریخ جاری ہوا دستخط و مہر عدالت سے۔ یہ اشتہار بابت مقدمہ دائرہ درخواست سرٹیفکیٹ جانشینی و دیگر امور متعلقہ فریقین کے لئے شائع کیا جا رہا ہے [2,637,95,837]
notice-body: حسب ضابطہ بذریعہ اشتہار ہذا مطلع کیا جاتا ہے کہ مسمی مذکور کو اطلاع دی جاتی ہے کہ بروز مقررہ تاریخ پیشی پر عدالت ہذا میں حاضر ہو کر جواب دعویٰ داخل کرے بصورت دیگر کارروائی یکطرفہ عمل میں لائی جائے گی۔ آج بتاریخ جاری ہوا دستخط و مہر عدالت سے۔ یہ اشتہار بابت مقدمہ دائرہ درخواست سرٹیفکیٹ جانشینی و دیگر امور متعلقہ فریقین کے لئے شائع کیا جا رہا ہے حسب ضابطہ بذریعہ اشتہار ہذا مطلع کیا جاتا ہے کہ مسمی مذکور کو اطلاع دی جاتی ہے کہ بروز مقررہ تاریخ پیشی پر عدالت ہذا میں حاضر ہو کر جواب دعویٰ داخل کرے بصورت دیگر کارروائی یکطرفہ عمل میں لائی جائے گی۔ آج بتاریخ جاری ہوا دستخط و مہر عدالت سے۔ یہ اشتہار بابت مقدمہ دائرہ درخواست سرٹیفکیٹ جانشینی و دیگر امور متعلقہ فریقین کے لئے شائع کیا جا رہا ہے حسب ضابطہ بذریعہ اشتہار ہذا مطلع کیا جاتا ہے کہ مسمی مذکور کو اطلاع دی جاتی ہے کہ بروز مقررہ تاریخ پیشی پر عدالت ہذا میں حاضر ہو کر جواب دعویٰ داخل کرے بصورت دیگر کارروائی یکطرفہ عمل میں لائی جائے گی۔ آج بتاریخ جاری ہوا دستخط و مہر عدالت سے۔ یہ اشتہار بابت مقدمہ دائرہ درخواست سرٹیفکیٹ جانشینی و دیگر امور متعلقہ فریقین کے لئے شائع کیا جا رہا ہے حسب ضابطہ بذریعہ اشتہار ہذا مطلع کیا جاتا ہے کہ مسمی مذکور کو اطلاع دی جاتی ہے کہ بروز مقررہ تاریخ پیشی پر عدالت ہذا میں حاضر ہو کر جواب دعویٰ داخل کرے بصورت دیگر کارروائی یکطرفہ عمل میں لائی جائے گی۔ آج بتاریخ جاری ہوا دستخط و مہر عدالت سے۔ یہ اشتہار بابت مقدمہ دائرہ درخواست سرٹیفکیٹ جانشینی و دیگر امور متعلقہ فریقین کے لئے شائع کیا جا رہا ہے [489,585,581,850]
notice-tag: اشتہار [684,1514,699,1521]
notice-number: 71 [78,1267,95,1277]
notice-number: 23 [564,1409,581,1418]
notice-number: 33 [467,1726,484,1736]
masthead: روزنامہ جہان کشمیر 17 فروری 2026ء [605,2,772,12]
notice-header [683,446,776,455]
notice-number: 61 [175,1086,192,1095]
notice-header-bar [605,297,660,307]
notice-body: حسب ضابطہ بذریعہ اشتہار ہذا مطلع کیا جاتا ہے کہ مسمی مذکور کو اطلاع دی جاتی ہے کہ بروز مقررہ تاریخ پیشی پر عدالت ہذا میں حاضر ہو کر جواب دعویٰ داخل کرے بصورت دیگر کارروائی یکطرفہ عمل میں لائی جائے گی۔ آج بتاریخ جاری ہوا دستخط و مہر عدالت سے۔ یہ اشتہار بابت مقدمہ دائرہ درخواست سرٹیفکیٹ جانشینی و دیگر امور متعلقہ فریقین کے لئے شائع کیا جا رہا ہے حسب ضابطہ بذریعہ اشتہار ہذا مطلع کیا جاتا ہے کہ مسمی مذکور کو اطلاع دی جاتی ہے کہ بروز مقررہ تاریخ پیشی پر عدالت ہذا میں حاضر ہو کر جواب دعویٰ داخل کرے بصورت دیگر کارروائی یکطرفہ عمل میں لائی جائے گی۔ آج بتاریخ جاری ہوا دستخط و مہر عدالت سے۔ یہ اشتہار بابت مقدمہ دائرہ درخواست سرٹیفکیٹ جانشینی و دیگر امور متعلقہ فریقین کے لئے شائع کیا جا رہا ہے حسب ضابطہ بذریعہ اشتہار ہذا مطلع کیا جاتا ہے کہ مسمی مذکور کو اطلاع دی جاتی ہے کہ بروز مقررہ تاریخ پیشی پر عدالت ہذا میں حاضر ہو کر جواب دعویٰ داخل کرے بصورت دیگر کارروائی یکطرفہ عمل میں لائی جائے گی۔ آج بتاریخ جاری ہوا دستخط و مہر عدالت سے۔ یہ اشتہار بابت مقدمہ دائرہ درخواست سرٹیفکیٹ جانشینی و دیگر امور متعلقہ فریقین کے لئے شائع کیا جا رہا ہے حسب ضابطہ بذریعہ اشتہار ہذا مطلع کیا جاتا ہے کہ مسمی مذکور کو اطلاع دی جاتی ہے کہ بروز مقررہ تاریخ پیشی پر عدالت ہذا میں حاضر ہو کر جواب دعویٰ داخل کرے بصورت دیگر کارروائی یکطرفہ عمل میں لائی جائے گی۔ آج بتاریخ جاری ہوا دستخط و مہر عدالت سے۔ یہ اشتہار بابت مقدمہ دائرہ درخواست سرٹیفکیٹ جانشینی و دیگر امور متعلقہ فریقین کے لئے شائع کیا جا رہا ہے [489,1697,581,1961]
notice-tag: اشتہار [3,842,19,849]
notice-header-bar [702,1940,757,1949]
notice-tag: اشتہار [489,854,505,861]
notice [391,446,484,656]
notice-header-bar [410,1299,465,1309]
notice-header [586,19,678,29]
notice-body: حسب ضابطہ بذریعہ اشتہار ہذا مطلع کیا جاتا ہے کہ مسمی مذکور کو اطلاع دی جاتی ہے کہ بروز مقررہ تاریخ پیشی پر عدالت ہذا میں حاضر ہو کر جواب دعویٰ داخل کرے بصورت دیگر کارروائی یکطرفہ عمل میں لائی جائے گی۔ آج بتاریخ جاری ہوا دستخط و مہر عدالت سے۔ یہ اشتہار بابت مقدمہ دائرہ درخواست سرٹیفکیٹ جانشینی و دیگر امور متعلقہ فریقین کے لئے شائع کیا جا رہا ہے حسب ضابطہ بذریعہ اشتہار ہذا مطلع کیا جاتا ہے کہ مسمی مذکور کو اطلاع دی جاتی ہے کہ بروز مقررہ تاریخ پیشی پر عدالت ہذا میں حاضر ہو کر جواب دعویٰ داخل کرے بصورت دیگر کارروائی یکطرفہ عمل میں لائی جائے گی۔ آج بتاریخ جاری ہوا دستخط و مہر عدالت سے۔ یہ اشتہار بابت مقدمہ دائرہ درخواست سرٹیفکیٹ جانشینی و دیگر امور متعلقہ فریقین کے لئے شائع کیا جا رہا ہے حسب ضابطہ بذریعہ اشتہار ہذا مطلع کیا جاتا ہے کہ مسمی مذکور کو اطلاع دی جاتی ہے کہ بروز مقررہ تاریخ پیشی پر عدالت ہذا میں حاضر ہو کر جواب دعویٰ داخل کرے بصورت دیگر کارروائی یکطرفہ عمل میں لائی جائے گی۔ آج بتاریخ جاری ہوا دستخط و مہر عدالت سے۔ یہ اشتہار بابت مقدمہ دائرہ درخواست سرٹیفکیٹ جانشینی و دیگر امور متعلقہ فریقین کے لئے شائع کیا جا رہا ہے [294,1096,387,1296]
notice [391,233,484,443]
notice-body: حسب ضابطہ بذریعہ اشتہار ہذا مطلع کیا جاتا ہے کہ مسمی مذکور کو اطلاع دی جاتی ہے کہ بروز مقررہ تاریخ پیشی پر عدالت ہذا میں حاضر ہو کر جواب دعویٰ داخل کرے بصورت دیگر کارروائی یکطرفہ عمل میں لائی جائے گی۔ آج بتاریخ جاری ہوا دستخط و مہر عدالت سے۔ یہ اشتہار بابت مقدمہ دائرہ درخواست سرٹیفکیٹ جانشینی و دیگر امور متعلقہ فریقین کے لئے شائع کیا جا رہا ہے حسب ضابطہ بذریعہ اشتہار ہذا مطلع کیا جاتا ہے کہ مسمی مذکور کو اطلاع دی جاتی ہے کہ بروز مقررہ تاریخ پیشی پر عدالت ہذا میں حاضر ہو کر جواب دعویٰ داخل کرے بصورت دیگر کارروائی یکطرفہ عمل میں لائی جائے گی۔ آج بتاریخ جاری ہوا دستخط و مہر عدالت سے۔ یہ اشتہار بابت مقدمہ دائرہ درخواست سرٹیفکیٹ جانشینی و دیگر امور متعلقہ فریقین کے لئے شائع کیا جا رہا ہے حسب ضابطہ بذریعہ اشتہار ہذا مطلع کیا جاتا ہے کہ مسمی مذکور کو اطلاع دی جاتی ہے کہ بروز مقررہ تاریخ پیشی پر عدالت ہذا میں حاضر ہو کر جواب دعویٰ داخل کرے بصورت دیگر کارروائی یکطرفہ عمل میں لائی جائے گی۔ آج بتاریخ جاری ہوا دستخط و مہر عدالت سے۔ یہ اشتہار بابت مقدمہ دائرہ درخواست سرٹیفکیٹ جانشینی و دیگر امور متعلقہ فریقین کے لئے شائع کیا جا رہا ہے [197,243,289,443]
notice-header-bar [605,1131,660,1141]
notice-header-bar [118,446,173,455]
notice-header [197,1299,289,1309]
notice-body: حسب ضابطہ بذریعہ اشتہار ہذا مطلع کیا جاتا ہے کہ مسمی مذکور کو اطلاع دی جاتی ہے کہ بروز مقررہ تاریخ پیشی پر عدالت ہذا میں حاضر ہو کر جواب دعویٰ داخل کرے بصورت دیگر کارروائی یکطرفہ عمل میں لائی جائے گی۔ آج بتاریخ جاری ہوا دستخط و مہر عدالت سے۔ یہ اشتہار بابت مقدمہ دائرہ درخواست سرٹیفکیٹ جانشینی و دیگر امور متعلقہ فریقین کے لئے شائع کیا جا رہا ہے حسب ضابطہ بذریعہ اشتہار ہذا مطلع کیا جاتا ہے کہ مسمی مذکور کو اطلاع دی جاتی ہے کہ بروز مقررہ تاریخ پیشی پر عدالت ہذا میں حاضر ہو کر جواب دعویٰ داخل کرے بصورت دیگر کارروائی یکطرفہ عمل میں لائی جائے گی۔ آج بتاریخ جاری ہوا دستخط و مہر عدالت سے۔ یہ اشتہار بابت مقدمہ دائرہ درخواست سرٹیفکیٹ جانشینی و دیگر امور متعلقہ فریقین کے لئے شائع کیا جا رہا ہے حسب ضابطہ بذریعہ اشتہار ہذا مطلع کیا جاتا ہے کہ مسمی مذکور کو اطلاع دی جاتی ہے کہ بروز مقررہ تاریخ پیشی پر عدالت ہذا میں حاضر ہو کر جواب دعویٰ داخل کرے بصورت دیگر کارروائی یکطرفہ عمل میں لائی جائے گی۔ آج بتاریخ جاری ہوا دستخط و مہر عدالت سے۔ یہ اشتہار بابت مقدمہ دائرہ درخواست سرٹیفکیٹ جانشینی و دیگر امور متعلقہ فریقین کے لئے شائع کیا جا رہا ہے [100,456,192,657]
notice-body: حسب ضابطہ بذریعہ اشتہار ہذا مطلع کیا جاتا ہے کہ مسمی مذکور کو اطلاع دی جاتی ہے کہ بروز مقررہ تاریخ پیشی پر عدالت ہذا میں حاضر ہو کر جواب دعویٰ داخل کرے بصورت دیگر کارروائی یکطرفہ عمل میں لائی جائے گی۔ آج بتاریخ جاری ہوا دستخط و مہر عدالت سے۔ یہ اشتہار بابت مقدمہ دائرہ درخواست سرٹیفکیٹ جانشینی و دیگر امور متعلقہ فریقین کے لئے شائع کیا جا رہا ہے حسب ضابطہ بذریعہ اشتہار ہذا مطلع کیا جاتا ہے کہ مسمی مذکور کو اطلاع دی جاتی ہے کہ بروز مقررہ تاریخ پیشی پر عدالت ہذا میں حاضر ہو کر جواب دعویٰ داخل کرے بصورت دیگر کارروائی یکطرفہ عمل میں لائی جائے گی۔ آج بتاریخ جاری ہوا دستخط و مہر عدالت سے۔ یہ اشتہار بابت مقدمہ دائرہ درخواست سرٹیفکیٹ جانشینی و دیگر امور متعلقہ فریقین کے لئے شائع کیا جا رہا ہے حسب ضابطہ بذریعہ اشتہار ہذا مطلع کیا جاتا ہے کہ مسمی مذکور کو اطلاع دی جاتی ہے کہ بروز مقررہ تاریخ پیشی پر عدالت ہذا میں حاضر ہو کر جواب دعویٰ داخل کرے بصورت دیگر کارروائی یکطرفہ عمل میں لائی جائے گی۔ آج بتاریخ جاری ہوا دستخط و مہر عدالت سے۔ یہ اشتہار بابت مقدمہ دائرہ درخواست سرٹیفکیٹ جانشینی و دیگر امور متعلقہ فریقین کے لئے شائع کیا جا رہا ہے [391,243,484,443]
court-title-box [2,19,95,72]
